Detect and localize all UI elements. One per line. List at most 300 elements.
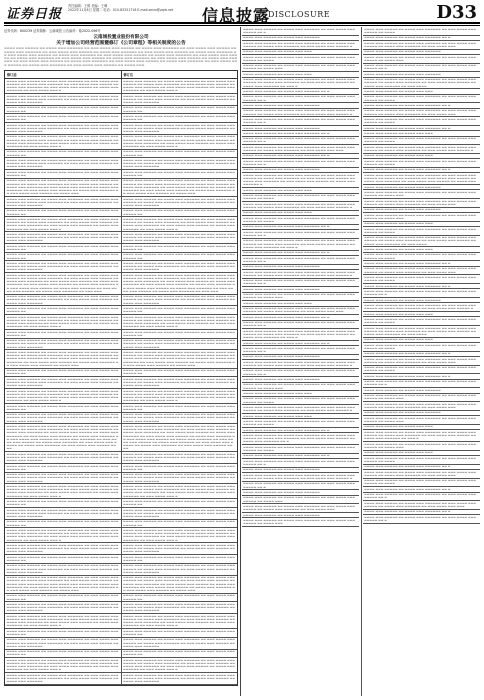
cell-before: ▬▬▬▬ ▬▬▬ ▬▬▬▬▬ ▬▬ ▬▬▬▬ ▬▬▬ ▬▬▬▬▬▬ ▬▬ ▬▬▬ ▬▬▬▬ ▬▬▬ ▬▬▬▬▬ ▬▬ ▬▬▬▬ ▬▬▬ ▬▬▬▬▬▬ ▬▬ ▬▬▬ ▬▬▬▬ ▬▬▬ ▬▬▬▬▬ ▬▬ ▬▬▬▬ ▬▬▬ ▬▬▬▬▬▬ xyxy=(6,261,119,272)
continuation-row: ▬▬▬▬ ▬▬▬ ▬▬▬▬▬ ▬▬ ▬▬▬▬ ▬▬▬ ▬▬▬▬▬▬ ▬▬ ▬▬▬ ▬▬▬▬ ▬▬▬ ▬▬▬▬▬ ▬▬ ▬ xyxy=(242,256,359,265)
continuation-row: ▬▬▬▬ ▬▬▬ ▬▬▬▬▬ ▬▬ ▬▬▬▬ ▬▬▬ ▬▬▬▬▬▬ ▬▬ ▬▬▬ ▬▬▬▬ ▬▬▬ ▬▬▬▬▬ ▬▬ ▬▬▬▬ ▬▬▬ ▬▬▬▬▬▬ ▬▬ ▬▬▬ ▬▬▬▬ ▬▬▬ ▬▬▬▬▬ ▬ xyxy=(242,360,359,369)
cell-before: ▬▬▬▬ ▬▬▬ ▬▬▬▬▬ ▬▬ ▬▬▬▬ ▬▬▬ ▬▬▬▬▬▬ ▬▬ ▬▬▬ ▬▬▬▬ ▬▬▬ ▬▬▬▬▬ ▬▬ ▬▬▬▬ ▬▬▬ ▬▬▬▬▬▬ ▬▬ ▬▬▬ ▬▬▬▬ ▬▬▬ ▬▬▬▬▬ ▬▬ ▬▬▬▬ ▬▬▬ ▬▬▬▬▬▬ ▬▬ ▬▬▬ ▬▬▬▬ ▬▬▬ ▬▬▬▬▬ ▬▬ ▬▬▬▬ ▬▬▬ ▬▬▬▬▬▬ ▬▬ ▬▬▬ ▬▬▬▬ ▬▬▬ ▬ xyxy=(6,389,119,403)
table-row xyxy=(5,673,237,685)
cell-before: ▬▬▬▬ ▬▬▬ ▬▬▬▬▬ ▬▬ ▬▬▬▬ ▬▬▬ ▬▬▬▬▬▬ ▬▬ ▬▬▬ ▬▬▬▬ ▬▬▬ ▬▬▬▬▬ ▬▬ ▬▬▬▬ ▬▬▬ ▬▬▬▬▬▬ ▬▬ ▬▬▬ ▬▬▬▬ ▬▬▬ ▬▬▬▬▬ ▬▬ ▬▬▬▬ ▬▬▬ ▬▬▬▬▬▬ ▬▬ ▬▬▬ ▬▬▬▬ ▬▬▬ ▬▬▬▬▬ ▬▬ ▬▬▬▬ ▬▬▬ ▬▬▬▬▬▬ ▬▬ ▬▬▬ ▬▬▬▬ ▬▬▬ ▬▬▬▬▬ ▬▬ ▬▬▬▬ ▬▬▬ ▬▬▬▬▬▬ ▬▬ ▬▬▬ ▬▬▬▬ ▬▬▬ ▬▬▬▬▬ ▬▬ ▬▬▬▬ ▬▬▬ xyxy=(6,575,119,592)
table-row xyxy=(5,106,237,115)
continuation-row: ▬▬▬▬ ▬▬▬ ▬▬▬▬▬ ▬▬ ▬▬▬▬ ▬▬▬ ▬▬▬▬▬▬ ▬▬ ▬▬▬ ▬▬▬▬ ▬▬▬ ▬▬▬▬▬ ▬▬ ▬▬▬▬ ▬▬▬ xyxy=(242,383,359,392)
cell-after: ▬▬▬▬ ▬▬▬ ▬▬▬▬▬ ▬▬ ▬▬▬▬ ▬▬▬ ▬▬▬▬▬▬ ▬▬ ▬▬▬ ▬▬▬▬ ▬▬▬ ▬▬▬▬▬ ▬▬ xyxy=(121,170,238,178)
continuation-row: ▬▬▬▬ ▬▬▬ ▬▬▬▬▬ ▬▬ ▬▬▬▬ ▬▬▬ ▬▬▬▬▬▬ ▬▬ ▬ xyxy=(242,315,359,320)
continuation-row: ▬▬▬▬ ▬▬▬ ▬▬▬▬▬ ▬▬ ▬▬▬▬ ▬▬▬ ▬▬▬ xyxy=(242,50,359,55)
cell-after: ▬▬▬▬ ▬▬▬ ▬▬▬▬▬ ▬▬ ▬▬▬▬ ▬▬▬ ▬▬▬▬▬▬ ▬▬ ▬▬▬ ▬▬▬▬ ▬▬▬ ▬▬▬▬▬ ▬▬ xyxy=(121,369,238,377)
continuation-row: ▬▬▬▬ ▬▬▬ ▬▬▬▬▬ ▬▬ ▬▬▬▬ ▬▬▬ ▬▬▬ xyxy=(242,414,359,419)
continuation-row: ▬▬▬▬ ▬▬▬ ▬▬▬▬▬ ▬▬ ▬▬▬▬ ▬▬▬ ▬▬▬▬▬▬ ▬▬ ▬ xyxy=(242,131,359,136)
cell-before: ▬▬▬▬ ▬▬▬ ▬▬▬▬▬ ▬▬ ▬▬▬▬ ▬▬▬ ▬▬▬▬▬▬ ▬▬ ▬▬▬ ▬▬▬▬ ▬▬▬ ▬▬▬▬▬ ▬▬ ▬▬▬▬ ▬▬▬ ▬▬▬▬▬▬ ▬▬ ▬▬▬ ▬▬▬▬ ▬▬▬ ▬▬▬▬▬ ▬▬ ▬▬▬▬ ▬▬▬ ▬▬▬▬▬▬ ▬▬ ▬▬▬ ▬▬▬▬ ▬▬▬ ▬▬▬▬▬ ▬▬ ▬▬▬▬ ▬▬▬ ▬▬▬▬▬▬ ▬▬ ▬▬▬ ▬▬▬▬ ▬▬▬ ▬ xyxy=(6,134,119,149)
cell-after: ▬▬▬▬ ▬▬▬ ▬▬▬▬▬ ▬▬ ▬▬▬▬ ▬▬▬ ▬▬▬▬▬▬ ▬▬ ▬▬▬ ▬▬▬▬ ▬▬▬ ▬▬▬▬▬ ▬▬ ▬▬▬▬ ▬▬▬ ▬▬▬▬▬▬ ▬▬ ▬▬▬ ▬▬▬▬ ▬▬▬ ▬▬▬▬▬ ▬▬ ▬▬▬▬ ▬▬▬ ▬▬▬▬▬▬ ▬▬ ▬▬▬ ▬▬▬▬ ▬▬▬ ▬▬▬▬▬ ▬▬ ▬▬▬▬ ▬▬▬ ▬▬▬▬▬▬ ▬▬ ▬▬▬ ▬▬▬▬ ▬▬▬ ▬ xyxy=(121,614,238,628)
continuation-row: ▬▬▬▬ ▬▬▬ ▬▬▬▬▬ ▬▬ ▬▬▬▬ ▬▬▬ ▬▬▬ xyxy=(363,312,480,317)
table-row xyxy=(5,179,237,197)
continuation-row: ▬▬▬▬ ▬▬▬ ▬▬▬▬▬ ▬▬ ▬▬▬▬ ▬▬▬ ▬▬▬▬▬▬ ▬▬ ▬▬▬ ▬▬▬▬ ▬▬▬ ▬▬▬▬▬ ▬▬ ▬▬▬▬ xyxy=(242,419,359,428)
table-row xyxy=(5,602,237,614)
continuation-row: ▬▬▬▬ ▬▬▬ ▬▬▬▬▬ ▬▬ ▬▬▬▬ ▬▬▬ ▬▬▬▬▬▬ ▬▬ ▬▬▬ ▬▬▬▬ ▬▬▬ ▬▬▬▬▬ ▬▬ ▬▬▬▬ ▬▬▬ xyxy=(363,55,480,64)
cell-before: ▬▬▬▬ ▬▬▬ ▬▬▬▬▬ ▬▬ ▬▬▬▬ ▬▬▬ ▬▬▬▬▬▬ ▬▬ ▬▬▬ ▬▬▬▬ ▬▬▬ ▬▬▬▬▬ ▬▬ ▬▬▬▬ ▬▬▬ ▬▬▬▬▬▬ ▬▬ ▬▬▬ ▬▬▬▬ ▬▬▬ ▬▬▬▬▬ ▬▬ ▬▬▬▬ ▬▬▬ ▬▬▬▬▬▬ ▬▬ ▬▬▬ ▬▬▬▬ ▬▬▬ ▬▬▬▬▬ ▬▬ ▬▬▬▬ ▬▬▬ ▬▬▬▬▬▬ ▬▬ ▬▬▬ ▬▬▬▬ ▬▬▬ ▬▬▬▬▬ ▬▬ ▬▬▬▬ ▬▬▬ ▬▬▬▬▬▬ ▬▬ ▬▬▬ ▬▬▬▬ ▬▬▬ ▬▬▬▬▬ ▬▬ ▬▬▬▬ ▬▬▬ ▬▬▬▬▬▬ ▬▬ ▬▬▬ ▬▬▬▬ ▬▬▬ ▬▬▬▬▬ ▬▬ ▬▬▬▬ ▬▬▬ ▬▬▬▬▬▬ ▬▬ ▬▬▬ ▬▬▬▬ ▬▬▬ ▬▬▬▬▬ ▬▬ ▬▬▬▬ ▬▬▬ ▬▬▬▬▬▬ ▬▬ ▬▬▬ ▬▬▬▬ ▬▬▬ ▬▬▬▬▬ ▬▬ ▬▬ xyxy=(6,424,119,451)
table-body xyxy=(5,79,237,685)
table-row xyxy=(5,576,237,594)
continuation-row: ▬▬▬▬ ▬▬▬ ▬▬▬▬▬ ▬▬ ▬▬▬▬ ▬▬▬ ▬▬▬▬▬▬ ▬▬ ▬▬▬ ▬▬▬▬ ▬▬▬ ▬▬▬▬▬ ▬▬ ▬ xyxy=(242,279,359,288)
cell-before: ▬▬▬▬ ▬▬▬ ▬▬▬▬▬ ▬▬ ▬▬▬▬ ▬▬▬ ▬▬▬▬▬▬ ▬▬ ▬▬▬ ▬▬▬▬ ▬▬▬ ▬▬▬▬▬ ▬▬ xyxy=(6,593,119,601)
cell-before: ▬▬▬▬ ▬▬▬ ▬▬▬▬▬ ▬▬ ▬▬▬▬ ▬▬▬ ▬▬▬▬▬▬ ▬▬ ▬▬▬ ▬▬▬▬ ▬▬▬ ▬▬▬▬▬ ▬▬ ▬▬▬▬ ▬▬▬ ▬▬▬▬▬▬ ▬▬ ▬▬▬ ▬▬▬▬ ▬▬▬ ▬▬▬▬▬ ▬▬ ▬▬▬▬ ▬▬▬ ▬▬▬▬▬▬ ▬▬ ▬▬▬ ▬▬▬▬ ▬▬▬ ▬▬▬▬▬ ▬▬ ▬▬▬▬ ▬▬▬ ▬▬▬▬▬▬ ▬▬ ▬▬▬ ▬▬▬▬ ▬▬▬ ▬ xyxy=(6,484,119,498)
cell-before: ▬▬▬▬ ▬▬▬ ▬▬▬▬▬ ▬▬ ▬▬▬▬ ▬▬▬ ▬▬▬▬▬▬ ▬▬ ▬▬▬ ▬▬▬▬ ▬▬▬ ▬▬▬▬▬ ▬▬ ▬▬▬▬ ▬▬▬ ▬▬▬▬▬▬ ▬▬ ▬▬▬ ▬▬▬▬ ▬▬▬ ▬▬▬▬▬ ▬▬ ▬▬▬▬ ▬▬▬ ▬▬▬▬▬▬ ▬▬ ▬▬▬ ▬▬▬▬ ▬▬▬ ▬▬▬▬▬ ▬▬ ▬▬▬▬ ▬▬▬ ▬▬▬▬▬▬ ▬▬ ▬▬▬ ▬▬▬▬ ▬▬▬ ▬ xyxy=(6,79,119,93)
continuation-row: ▬▬▬▬ ▬▬▬ ▬▬▬▬▬ ▬▬ ▬▬▬▬ ▬▬▬ ▬▬▬▬▬▬ ▬▬ ▬▬▬ ▬▬▬▬ ▬▬▬ ▬▬▬▬▬ ▬▬ ▬ xyxy=(242,346,359,355)
cell-after: ▬▬▬▬ ▬▬▬ ▬▬▬▬▬ ▬▬ ▬▬▬▬ ▬▬▬ ▬▬▬▬▬▬ ▬▬ ▬▬▬ ▬▬▬▬ ▬▬▬ ▬▬▬▬▬ ▬▬ ▬▬▬▬ ▬▬▬ ▬▬▬▬▬▬ ▬▬ ▬▬▬ ▬▬▬▬ ▬▬▬ ▬▬▬▬▬ ▬▬ ▬▬▬▬ ▬▬▬ ▬▬▬▬▬▬ ▬▬ ▬▬▬ ▬▬▬▬ ▬▬▬ ▬▬▬▬▬ ▬▬ ▬▬▬▬ ▬▬▬ ▬▬▬▬▬▬ ▬▬ ▬▬▬ ▬▬▬▬ ▬▬▬ ▬ xyxy=(121,135,238,149)
page-number: D33 xyxy=(436,2,477,23)
table-row xyxy=(5,413,237,425)
cell-after: ▬▬▬▬ ▬▬▬ ▬▬▬▬▬ ▬▬ ▬▬▬▬ ▬▬▬ ▬▬▬▬▬▬ ▬▬ ▬▬▬ ▬▬▬▬ ▬▬▬ ▬▬▬▬▬ ▬▬ ▬▬▬▬ ▬▬▬ ▬▬▬▬▬▬ ▬▬ ▬▬▬ ▬▬▬▬ ▬▬▬ ▬▬▬▬▬ ▬▬ ▬▬▬▬ ▬▬▬ ▬▬▬▬▬▬ xyxy=(121,452,238,463)
table-row xyxy=(5,404,237,413)
cell-after: ▬▬▬▬ ▬▬▬ ▬▬▬▬▬ ▬▬ ▬▬▬▬ ▬▬▬ ▬▬▬▬▬▬ ▬▬ ▬▬▬ ▬▬▬▬ ▬▬▬ ▬▬▬▬▬ ▬▬ xyxy=(121,404,238,412)
section-title: 信息披露 xyxy=(202,6,271,25)
cell-after: ▬▬▬▬ ▬▬▬ ▬▬▬▬▬ ▬▬ ▬▬▬▬ ▬▬▬ ▬▬▬▬▬▬ ▬▬ ▬▬▬ ▬▬▬▬ ▬▬▬ ▬▬▬▬▬ ▬▬ xyxy=(121,106,238,114)
cell-before: ▬▬▬▬ ▬▬▬ ▬▬▬▬▬ ▬▬ ▬▬▬▬ ▬▬▬ ▬▬▬▬▬▬ ▬▬ ▬▬▬ ▬▬▬▬ ▬▬▬ ▬▬▬▬▬ ▬▬ ▬▬▬▬ ▬▬▬ ▬▬▬▬▬▬ ▬▬ ▬▬▬ ▬▬▬▬ ▬▬▬ ▬▬▬▬▬ ▬▬ ▬▬▬▬ ▬▬▬ ▬▬▬▬▬▬ xyxy=(6,543,119,554)
continuation-row: ▬▬▬▬ ▬▬▬ ▬▬▬▬▬ ▬▬ ▬▬▬▬ ▬▬▬ ▬▬▬▬▬▬ ▬▬ ▬▬▬ ▬▬▬▬ ▬▬▬ ▬▬▬▬▬ ▬▬ ▬▬▬▬ ▬▬▬ ▬▬▬▬▬▬ ▬▬ ▬▬▬ ▬▬▬▬ ▬▬▬ ▬▬▬▬▬ ▬ xyxy=(242,41,359,50)
table-row xyxy=(5,424,237,452)
cell-after: ▬▬▬▬ ▬▬▬ ▬▬▬▬▬ ▬▬ ▬▬▬▬ ▬▬▬ ▬▬▬▬▬▬ ▬▬ ▬▬▬ ▬▬▬▬ ▬▬▬ ▬▬▬▬▬ ▬▬ ▬▬▬▬ ▬▬▬ ▬▬▬▬▬▬ ▬▬ ▬▬▬ ▬▬▬▬ ▬▬▬ ▬▬▬▬▬ ▬▬ ▬▬▬▬ ▬▬▬ ▬▬▬▬▬▬ ▬▬ ▬▬▬ ▬▬▬▬ ▬▬▬ ▬▬▬▬▬ ▬▬ ▬▬▬▬ ▬▬▬ ▬▬▬▬▬▬ ▬▬ ▬▬▬ ▬▬▬▬ ▬▬▬ ▬ xyxy=(121,658,238,672)
continuation-row: ▬▬▬▬ ▬▬▬ ▬▬▬▬▬ ▬▬ ▬▬▬▬ ▬▬▬ ▬▬▬▬▬▬ xyxy=(242,168,359,173)
continuation-row: ▬▬▬▬ ▬▬▬ ▬▬▬▬▬ ▬▬ ▬▬▬▬ ▬▬▬ ▬▬▬▬▬▬ ▬▬ ▬▬▬ ▬▬▬▬ ▬▬▬ ▬▬▬▬▬ ▬▬ ▬▬▬▬ ▬▬▬ ▬▬▬▬▬▬ ▬▬ ▬▬▬ ▬▬▬▬ ▬▬▬ xyxy=(242,504,359,513)
continuation-row: ▬▬▬▬ ▬▬▬ ▬▬▬▬▬ ▬▬ ▬▬▬▬ ▬▬▬ ▬▬▬▬▬▬ ▬▬ ▬▬▬ ▬▬▬▬ ▬▬▬ ▬▬▬▬▬ ▬▬ ▬▬▬▬ ▬▬▬ xyxy=(363,442,480,451)
continuation-row: ▬▬▬▬ ▬▬▬ ▬▬▬▬▬ ▬▬ ▬▬▬▬ ▬▬▬ ▬▬▬ xyxy=(363,131,480,136)
table-row xyxy=(5,123,237,135)
continuation-row: ▬▬▬▬ ▬▬▬ ▬▬▬▬▬ ▬▬ ▬▬▬▬ ▬▬▬ ▬▬▬▬▬▬ ▬▬ ▬▬▬ ▬▬▬▬ ▬▬▬ ▬▬▬▬▬ ▬▬ ▬▬▬▬ ▬▬▬ ▬▬▬▬▬▬ ▬▬ ▬▬▬ ▬▬▬▬ ▬▬▬ ▬▬▬▬▬ ▬▬ ▬▬▬▬ ▬▬▬ ▬▬▬▬▬▬ ▬▬ ▬▬▬ ▬ xyxy=(242,329,359,341)
continuation-row: ▬▬▬▬ ▬▬▬ ▬▬▬▬▬ ▬▬ ▬▬▬▬ ▬▬▬ ▬▬▬▬▬▬ xyxy=(363,72,480,77)
continuation-row: ▬▬▬▬ ▬▬▬ ▬▬▬▬▬ ▬▬ ▬▬▬▬ ▬▬▬ ▬▬▬▬▬▬ ▬▬ ▬ xyxy=(363,374,480,379)
table-row xyxy=(5,499,237,508)
table-row xyxy=(5,377,237,389)
continuation-row: ▬▬▬▬ ▬▬▬ ▬▬▬▬▬ ▬▬ ▬▬▬▬ ▬▬▬ ▬▬▬▬▬▬ ▬▬ ▬▬▬ ▬▬▬▬ ▬▬▬ ▬▬▬▬▬ ▬▬ ▬ xyxy=(242,459,359,468)
continuation-row: ▬▬▬▬ ▬▬▬ ▬▬▬▬▬ ▬▬ ▬▬▬▬ ▬▬▬ ▬▬▬▬▬▬ ▬▬ ▬▬▬ ▬▬▬▬ ▬▬▬ ▬▬▬▬▬ ▬▬ ▬▬▬▬ xyxy=(363,117,480,126)
continuation-row: ▬▬▬▬ ▬▬▬ ▬▬▬▬▬ ▬▬ ▬▬▬▬ ▬▬▬ ▬▬▬ xyxy=(363,222,480,227)
cell-before: ▬▬▬▬ ▬▬▬ ▬▬▬▬▬ ▬▬ ▬▬▬▬ ▬▬▬ ▬▬▬▬▬▬ ▬▬ ▬▬▬ ▬▬▬▬ ▬▬▬ ▬▬▬▬▬ ▬▬ ▬▬▬▬ ▬▬▬ ▬▬▬▬▬▬ ▬▬ ▬▬▬ ▬▬▬▬ ▬▬▬ ▬▬▬▬▬ ▬▬ ▬▬▬▬ ▬▬▬ ▬▬▬▬▬▬ ▬▬ ▬▬▬ ▬▬▬▬ ▬▬▬ ▬▬▬▬▬ ▬▬ ▬▬▬▬ ▬▬▬ ▬▬▬▬▬▬ ▬▬ ▬▬▬ ▬▬▬▬ ▬▬▬ ▬ xyxy=(6,217,119,231)
continuation-row: ▬▬▬▬ ▬▬▬ ▬▬▬▬▬ ▬▬ ▬▬▬▬ ▬▬▬ ▬▬▬▬▬▬ ▬▬ ▬▬▬ ▬▬▬▬ ▬▬▬ ▬▬▬▬▬ ▬▬ ▬▬▬▬ ▬▬▬ ▬▬▬▬▬▬ ▬▬ ▬▬▬ ▬▬▬▬ ▬▬▬ ▬▬▬▬▬ ▬ xyxy=(242,405,359,414)
cell-after: ▬▬▬▬ ▬▬▬ ▬▬▬▬▬ ▬▬ ▬▬▬▬ ▬▬▬ ▬▬▬▬▬▬ ▬▬ ▬▬▬ ▬▬▬▬ ▬▬▬ ▬▬▬▬▬ ▬▬ ▬▬▬▬ ▬▬▬ ▬▬▬▬▬▬ ▬▬ ▬▬▬ ▬▬▬▬ ▬▬▬ ▬▬▬▬▬ ▬▬ ▬▬▬▬ ▬▬▬ ▬▬▬▬▬▬ xyxy=(121,123,238,134)
continuation-row: ▬▬▬▬ ▬▬▬ ▬▬▬▬▬ ▬▬ ▬▬▬▬ ▬▬▬ ▬▬▬ xyxy=(242,301,359,306)
announcement-body-text: ▬▬▬▬ ▬▬▬ ▬▬▬▬▬ ▬▬ ▬▬▬▬ ▬▬▬ ▬▬▬▬▬▬ ▬▬ ▬▬▬ ▬▬▬▬ ▬▬▬ ▬▬▬▬▬ ▬▬ ▬▬▬▬ ▬▬▬ ▬▬▬▬▬▬ ▬▬ ▬▬▬ ▬▬▬▬ ▬▬▬ ▬▬▬▬▬ ▬▬ ▬▬▬▬ ▬▬▬ ▬▬▬▬▬▬ ▬▬ ▬▬▬ ▬▬▬▬ ▬▬▬ ▬▬▬▬▬ ▬▬ ▬▬▬▬ ▬▬▬ ▬▬▬▬▬▬ ▬▬ ▬▬▬ ▬▬▬▬ ▬▬▬ ▬▬▬▬▬ ▬▬ ▬▬▬▬ ▬▬▬ ▬▬▬▬▬▬ ▬▬ ▬▬▬ ▬▬▬▬ ▬▬▬ ▬▬▬▬▬ ▬▬ ▬▬▬▬ ▬▬▬ ▬▬▬▬▬▬ ▬▬ ▬▬▬ ▬▬▬▬ ▬▬▬ ▬▬▬▬▬ ▬▬ ▬▬▬▬ ▬▬▬ ▬▬▬▬▬▬ ▬▬ ▬▬▬ ▬▬▬▬ ▬▬▬ ▬▬▬▬▬ ▬▬ ▬▬▬▬ ▬▬▬ ▬▬▬▬▬▬ ▬▬ ▬▬▬ ▬▬▬▬ ▬▬▬ ▬▬▬▬▬ ▬▬ ▬▬▬▬ ▬▬▬ ▬▬▬▬▬▬ ▬▬ ▬▬▬ ▬▬▬▬ ▬▬▬ ▬▬▬▬▬ ▬▬ ▬▬▬▬ ▬▬▬ ▬▬▬▬▬▬ ▬▬ ▬▬▬ ▬▬▬▬ ▬▬▬ ▬▬▬▬▬ ▬▬ ▬▬▬▬ ▬▬▬ ▬▬▬▬▬▬ ▬▬ ▬▬▬ ▬▬▬▬ ▬▬▬ ▬▬▬▬▬ ▬▬ ▬▬▬▬ ▬▬▬ ▬▬▬▬▬▬ ▬▬ ▬▬▬ ▬▬▬▬ ▬▬▬ ▬▬▬▬▬ ▬▬ ▬▬▬▬ ▬▬▬ ▬▬▬▬▬▬ ▬▬ ▬▬▬ ▬▬▬▬ ▬▬▬ ▬▬▬▬▬ ▬▬ ▬▬▬▬ ▬▬▬ xyxy=(4,47,238,67)
cell-before: ▬▬▬▬ ▬▬▬ ▬▬▬▬▬ ▬▬ ▬▬▬▬ ▬▬▬ ▬▬▬▬▬▬ ▬▬ ▬▬▬ ▬▬▬▬ ▬▬▬ ▬▬▬▬▬ ▬▬ ▬▬▬▬ ▬▬▬ ▬▬▬▬▬▬ ▬▬ ▬▬▬ ▬▬▬▬ ▬▬▬ ▬▬▬▬▬ ▬▬ ▬▬▬▬ ▬▬▬ ▬▬▬▬▬▬ xyxy=(6,472,119,483)
continuation-row: ▬▬▬▬ ▬▬▬ ▬▬▬▬▬ ▬▬ ▬▬▬▬ ▬▬▬ ▬▬▬ xyxy=(363,425,480,430)
continuation-row: ▬▬▬▬ ▬▬▬ ▬▬▬▬▬ ▬▬ ▬▬▬▬ ▬▬▬ ▬▬▬▬▬▬ ▬▬ ▬▬▬ ▬▬▬▬ ▬▬▬ ▬▬▬▬▬ ▬▬ ▬▬▬▬ xyxy=(242,445,359,454)
cell-after: ▬▬▬▬ ▬▬▬ ▬▬▬▬▬ ▬▬ ▬▬▬▬ ▬▬▬ ▬▬▬▬▬▬ ▬▬ ▬▬▬ ▬▬▬▬ ▬▬▬ ▬▬▬▬▬ ▬▬ ▬▬▬▬ ▬▬▬ ▬▬▬▬▬▬ ▬▬ ▬▬▬ ▬▬▬▬ ▬▬▬ ▬▬▬▬▬ ▬▬ ▬▬▬▬ ▬▬▬ ▬▬▬▬▬▬ ▬▬ ▬▬▬ ▬▬▬▬ ▬▬▬ ▬▬▬▬▬ ▬▬ ▬▬▬▬ ▬▬▬ ▬▬▬▬▬▬ ▬▬ ▬▬▬ ▬▬▬▬ ▬▬▬ ▬ xyxy=(121,315,238,329)
continuation-row: ▬▬▬▬ ▬▬▬ ▬▬▬▬▬ ▬▬ ▬▬▬▬ ▬▬▬ ▬▬▬▬▬▬ ▬▬ ▬▬▬ ▬▬▬▬ ▬▬▬ ▬▬▬▬▬ ▬▬ ▬▬▬▬ ▬▬▬ ▬▬▬▬▬▬ ▬▬ ▬▬▬ ▬▬▬▬ ▬▬▬ xyxy=(363,357,480,366)
continuation-row: ▬▬▬▬ ▬▬▬ ▬▬▬▬▬ ▬▬ ▬▬▬▬ ▬▬▬ ▬▬▬▬▬▬ ▬▬ ▬▬▬ ▬▬▬▬ ▬▬▬ ▬▬▬▬▬ ▬▬ ▬ xyxy=(242,369,359,378)
cell-after: ▬▬▬▬ ▬▬▬ ▬▬▬▬▬ ▬▬ ▬▬▬▬ ▬▬▬ ▬▬▬▬▬▬ ▬▬ ▬▬▬ ▬▬▬▬ ▬▬▬ ▬▬▬▬▬ ▬▬ xyxy=(121,330,238,338)
continuation-row: ▬▬▬▬ ▬▬▬ ▬▬▬▬▬ ▬▬ ▬▬▬▬ ▬▬▬ ▬▬▬ xyxy=(363,451,480,456)
cell-before: ▬▬▬▬ ▬▬▬ ▬▬▬▬▬ ▬▬ ▬▬▬▬ ▬▬▬ ▬▬▬▬▬▬ ▬▬ ▬▬▬ ▬▬▬▬ ▬▬▬ ▬▬▬▬▬ ▬▬ ▬▬▬▬ ▬▬▬ ▬▬▬▬▬▬ ▬▬ ▬▬▬ ▬▬▬▬ ▬▬▬ ▬▬▬▬▬ ▬▬ ▬▬▬▬ ▬▬▬ ▬▬▬▬▬▬ ▬▬ ▬▬▬ ▬▬▬▬ ▬▬▬ ▬▬▬▬▬ ▬▬ ▬▬▬▬ ▬▬▬ ▬▬▬▬▬▬ ▬▬ ▬▬▬ ▬▬▬▬ ▬▬▬ ▬ xyxy=(6,614,119,628)
table-row xyxy=(5,543,237,555)
announcement-title: 关于增加公司经营范围暨修订《公司章程》等相关制度的公告 xyxy=(56,40,186,46)
cell-before: ▬▬▬▬ ▬▬▬ ▬▬▬▬▬ ▬▬ ▬▬▬▬ ▬▬▬ ▬▬▬▬▬▬ ▬▬ ▬▬▬ ▬▬▬▬ ▬▬▬ ▬▬▬▬▬ ▬▬ ▬▬▬▬ ▬▬▬ ▬▬▬▬▬▬ ▬▬ ▬▬▬ ▬▬▬▬ ▬▬▬ ▬▬▬▬▬ ▬▬ ▬▬▬▬ ▬▬▬ ▬▬▬▬▬▬ ▬▬ ▬▬▬ ▬▬▬▬ ▬▬▬ ▬▬▬▬▬ ▬▬ ▬▬▬▬ ▬▬▬ ▬▬▬▬▬▬ ▬▬ ▬▬▬ ▬▬▬▬ ▬▬▬ ▬▬▬▬▬ ▬▬ ▬▬▬▬ ▬▬▬ ▬▬▬▬▬▬ ▬▬ ▬▬▬ ▬▬▬▬ ▬▬▬ ▬▬▬▬▬ ▬▬ ▬▬▬▬ ▬▬▬ xyxy=(6,350,119,367)
cell-before: ▬▬▬▬ ▬▬▬ ▬▬▬▬▬ ▬▬ ▬▬▬▬ ▬▬▬ ▬▬▬▬▬▬ ▬▬ ▬▬▬ ▬▬▬▬ ▬▬▬ ▬▬▬▬▬ ▬▬ ▬▬▬▬ ▬▬▬ ▬▬▬▬▬▬ ▬▬ ▬▬▬ ▬▬▬▬ ▬▬▬ ▬▬▬▬▬ ▬▬ ▬▬▬▬ ▬▬▬ ▬▬▬▬▬▬ xyxy=(6,412,119,423)
continuation-row: ▬▬▬▬ ▬▬▬ ▬▬▬▬▬ ▬▬ ▬▬▬▬ ▬▬▬ ▬▬▬▬▬▬ xyxy=(242,265,359,270)
cell-before: ▬▬▬▬ ▬▬▬ ▬▬▬▬▬ ▬▬ ▬▬▬▬ ▬▬▬ ▬▬▬▬▬▬ ▬▬ ▬▬▬ ▬▬▬▬ ▬▬▬ ▬▬▬▬▬ ▬▬ ▬▬▬▬ ▬▬▬ ▬▬▬▬▬▬ ▬▬ ▬▬▬ ▬▬▬▬ ▬▬▬ ▬▬▬▬▬ ▬▬ ▬▬▬▬ ▬▬▬ ▬▬▬▬▬▬ xyxy=(6,452,119,463)
table-row xyxy=(5,638,237,650)
cell-before: ▬▬▬▬ ▬▬▬ ▬▬▬▬▬ ▬▬ ▬▬▬▬ ▬▬▬ ▬▬▬▬▬▬ ▬▬ ▬▬▬ ▬▬▬▬ ▬▬▬ ▬▬▬▬▬ ▬▬ xyxy=(6,330,119,337)
continuation-row: ▬▬▬▬ ▬▬▬ ▬▬▬▬▬ ▬▬ ▬▬▬▬ ▬▬▬ ▬▬▬▬▬▬ ▬▬ ▬▬▬ ▬▬▬▬ ▬▬▬ ▬▬▬▬▬ ▬▬ ▬▬▬▬ xyxy=(242,216,359,225)
cell-after: ▬▬▬▬ ▬▬▬ ▬▬▬▬▬ ▬▬ ▬▬▬▬ ▬▬▬ ▬▬▬▬▬▬ ▬▬ ▬▬▬ ▬▬▬▬ ▬▬▬ ▬▬▬▬▬ ▬▬ xyxy=(121,150,238,158)
table-row xyxy=(5,528,237,543)
continuation-row: ▬▬▬▬ ▬▬▬ ▬▬▬▬▬ ▬▬ ▬▬▬▬ ▬▬▬ ▬▬▬▬▬▬ ▬▬ ▬▬▬ ▬▬▬▬ ▬▬▬ ▬▬▬▬▬ ▬▬ ▬▬▬▬ ▬▬▬ ▬▬▬▬▬▬ ▬▬ ▬▬▬ ▬▬▬▬ ▬▬▬ ▬▬▬▬▬ ▬▬ ▬▬▬▬ ▬▬▬ ▬▬▬▬▬▬ ▬▬ ▬▬▬ ▬▬▬▬ ▬▬▬ ▬▬▬▬▬ ▬▬ ▬▬▬▬ ▬▬▬ xyxy=(363,173,480,185)
table-row xyxy=(5,339,237,351)
cell-before: ▬▬▬▬ ▬▬▬ ▬▬▬▬▬ ▬▬ ▬▬▬▬ ▬▬▬ ▬▬▬▬▬▬ ▬▬ ▬▬▬ ▬▬▬▬ ▬▬▬ ▬▬▬▬▬ ▬▬ xyxy=(6,499,119,507)
cell-before: ▬▬▬▬ ▬▬▬ ▬▬▬▬▬ ▬▬ ▬▬▬▬ ▬▬▬ ▬▬▬▬▬▬ ▬▬ ▬▬▬ ▬▬▬▬ ▬▬▬ ▬▬▬▬▬ ▬▬ ▬▬▬▬ ▬▬▬ ▬▬▬▬▬▬ ▬▬ ▬▬▬ ▬▬▬▬ ▬▬▬ ▬▬▬▬▬ ▬▬ ▬▬▬▬ ▬▬▬ ▬▬▬▬▬▬ xyxy=(6,563,119,574)
continuation-row: ▬▬▬▬ ▬▬▬ ▬▬▬▬▬ ▬▬ ▬▬▬▬ ▬▬▬ ▬▬▬▬▬▬ ▬▬ ▬▬▬ ▬▬▬▬ ▬▬▬ ▬▬▬▬▬ ▬▬ ▬▬▬▬ ▬▬▬ xyxy=(242,496,359,505)
continuation-row: ▬▬▬▬ ▬▬▬ ▬▬▬▬▬ ▬▬ ▬▬▬▬ ▬▬▬ ▬▬▬ xyxy=(242,188,359,193)
header-rule xyxy=(4,22,480,24)
continuation-row: ▬▬▬▬ ▬▬▬ ▬▬▬▬▬ ▬▬ ▬▬▬▬ ▬▬▬ ▬▬▬▬▬▬ ▬▬ ▬▬▬ ▬▬▬▬ ▬▬▬ ▬▬▬▬▬ ▬▬ ▬ xyxy=(363,289,480,298)
continuation-row: ▬▬▬▬ ▬▬▬ ▬▬▬▬▬ ▬▬ ▬▬▬▬ ▬▬▬ ▬▬▬▬▬▬ xyxy=(363,185,480,190)
cell-after: ▬▬▬▬ ▬▬▬ ▬▬▬▬▬ ▬▬ ▬▬▬▬ ▬▬▬ ▬▬▬▬▬▬ ▬▬ ▬▬▬ ▬▬▬▬ ▬▬▬ ▬▬▬▬▬ ▬▬ xyxy=(121,244,238,252)
table-row xyxy=(5,217,237,232)
table-row xyxy=(5,564,237,576)
cell-before: ▬▬▬▬ ▬▬▬ ▬▬▬▬▬ ▬▬ ▬▬▬▬ ▬▬▬ ▬▬▬▬▬▬ ▬▬ ▬▬▬ ▬▬▬▬ ▬▬▬ ▬▬▬▬▬ ▬▬ xyxy=(6,555,119,562)
continuation-row: ▬▬▬▬ ▬▬▬ ▬▬▬▬▬ ▬▬ ▬▬▬▬ ▬▬▬ ▬▬▬▬▬▬ ▬▬ ▬ xyxy=(363,126,480,131)
table-row xyxy=(5,315,237,330)
continuation-row: ▬▬▬▬ ▬▬▬ ▬▬▬▬▬ ▬▬ ▬▬▬▬ ▬▬▬ ▬▬▬▬▬▬ ▬▬ ▬▬▬ ▬▬▬▬ ▬▬▬ ▬▬▬▬▬ ▬▬ ▬▬▬▬ ▬▬▬ ▬▬▬▬▬▬ ▬▬ ▬▬▬ ▬▬▬▬ ▬▬▬ xyxy=(363,470,480,479)
section-subtitle: DISCLOSURE xyxy=(268,10,331,19)
continuation-row: ▬▬▬▬ ▬▬▬ ▬▬▬▬▬ ▬▬ ▬▬▬▬ ▬▬▬ ▬▬▬▬▬▬ ▬▬ ▬▬▬ ▬▬▬▬ ▬▬▬ ▬▬▬▬▬ ▬▬ ▬▬▬▬ xyxy=(242,55,359,64)
continuation-row: ▬▬▬▬ ▬▬▬ ▬▬▬▬▬ ▬▬ ▬▬▬▬ ▬▬▬ ▬▬▬▬▬▬ xyxy=(242,287,359,292)
table-row xyxy=(5,158,237,170)
continuation-row: ▬▬▬▬ ▬▬▬ ▬▬▬▬▬ ▬▬ ▬▬▬▬ ▬▬▬ ▬▬▬▬▬▬ ▬▬ ▬▬▬ ▬▬▬▬ ▬▬▬ ▬▬▬▬▬ ▬▬ ▬ xyxy=(363,493,480,502)
cell-before: ▬▬▬▬ ▬▬▬ ▬▬▬▬▬ ▬▬ ▬▬▬▬ ▬▬▬ ▬▬▬▬▬▬ ▬▬ ▬▬▬ ▬▬▬▬ ▬▬▬ ▬▬▬▬▬ ▬▬ xyxy=(6,368,119,376)
date-contact-line: 2022年11月8日 星期二 电话：010-83251716 E-mail:zmzx@zqrb.net xyxy=(68,8,174,13)
continuation-row: ▬▬▬▬ ▬▬▬ ▬▬▬▬▬ ▬▬ ▬▬▬▬ ▬▬▬ ▬▬▬▬▬▬ ▬▬ ▬▬▬ ▬▬▬▬ ▬▬▬ ▬▬▬▬▬ ▬▬ ▬▬▬▬ ▬▬▬ ▬▬▬▬▬▬ ▬▬ ▬▬▬ ▬▬▬▬ ▬▬▬ ▬▬▬▬▬ ▬▬ ▬▬▬▬ ▬▬▬ ▬▬▬▬▬▬ ▬▬ ▬▬▬ ▬▬▬▬ xyxy=(363,326,480,338)
security-codes: 证券代码：600239 证券简称：云南城投 公告编号：临2022-096号 xyxy=(4,29,101,33)
continuation-row: ▬▬▬▬ ▬▬▬ ▬▬▬▬▬ ▬▬ ▬▬▬▬ ▬▬▬ ▬▬▬▬▬▬ ▬▬ ▬▬▬ ▬▬▬▬ ▬▬▬ ▬▬▬▬▬ ▬▬ ▬▬▬▬ ▬▬▬ xyxy=(242,64,359,73)
table-row xyxy=(5,555,237,564)
continuation-row: ▬▬▬▬ ▬▬▬ ▬▬▬▬▬ ▬▬ ▬▬▬▬ ▬▬▬ ▬▬▬▬▬▬ ▬▬ ▬▬▬ ▬▬▬▬ ▬▬▬ ▬▬▬▬▬ ▬▬ ▬▬▬▬ xyxy=(363,275,480,284)
continuation-row: ▬▬▬▬ ▬▬▬ ▬▬▬▬▬ ▬▬ ▬▬▬▬ ▬▬▬ ▬▬▬▬▬▬ ▬▬ ▬ xyxy=(363,352,480,357)
cell-after: ▬▬▬▬ ▬▬▬ ▬▬▬▬▬ ▬▬ ▬▬▬▬ ▬▬▬ ▬▬▬▬▬▬ ▬▬ ▬▬▬ ▬▬▬▬ ▬▬▬ ▬▬▬▬▬ ▬▬ xyxy=(121,594,238,602)
continuation-row: ▬▬▬▬ ▬▬▬ ▬▬▬▬▬ ▬▬ ▬▬▬▬ ▬▬▬ ▬▬▬▬▬▬ ▬▬ ▬ xyxy=(242,341,359,346)
cell-before: ▬▬▬▬ ▬▬▬ ▬▬▬▬▬ ▬▬ ▬▬▬▬ ▬▬▬ ▬▬▬▬▬▬ ▬▬ ▬▬▬ ▬▬▬▬ ▬▬▬ ▬▬▬▬▬ ▬▬ xyxy=(6,105,119,113)
continuation-column-left xyxy=(242,27,359,696)
cell-after: ▬▬▬▬ ▬▬▬ ▬▬▬▬▬ ▬▬ ▬▬▬▬ ▬▬▬ ▬▬▬▬▬▬ ▬▬ ▬▬▬ ▬▬▬▬ ▬▬▬ ▬▬▬▬▬ ▬▬ ▬▬▬▬ ▬▬▬ ▬▬▬▬▬▬ ▬▬ ▬▬▬ ▬▬▬▬ ▬▬▬ ▬▬▬▬▬ ▬▬ ▬▬▬▬ ▬▬▬ ▬▬▬▬▬▬ xyxy=(121,94,238,105)
cell-before: ▬▬▬▬ ▬▬▬ ▬▬▬▬▬ ▬▬ ▬▬▬▬ ▬▬▬ ▬▬▬▬▬▬ ▬▬ ▬▬▬ ▬▬▬▬ ▬▬▬ ▬▬▬▬▬ ▬▬ xyxy=(6,649,119,657)
continuation-row: ▬▬▬▬ ▬▬▬ ▬▬▬▬▬ ▬▬ ▬▬▬▬ ▬▬▬ ▬▬▬▬▬▬ ▬▬ ▬▬▬ ▬▬▬▬ ▬▬▬ ▬▬▬▬▬ ▬▬ ▬▬▬▬ ▬▬▬ ▬▬▬▬▬▬ ▬▬ ▬▬▬ ▬▬▬▬ ▬▬▬ ▬▬▬▬▬ ▬ xyxy=(242,473,359,482)
continuation-row: ▬▬▬▬ ▬▬▬ ▬▬▬▬▬ ▬▬ ▬▬▬▬ ▬▬▬ ▬▬▬▬▬▬ ▬▬ ▬ xyxy=(363,487,480,492)
continuation-row: ▬▬▬▬ ▬▬▬ ▬▬▬▬▬ ▬▬ ▬▬▬▬ ▬▬▬ ▬▬▬▬▬▬ ▬▬ ▬▬▬ ▬▬▬▬ ▬▬▬ ▬▬▬▬▬ ▬▬ ▬▬▬▬ xyxy=(363,456,480,465)
continuation-row: ▬▬▬▬ ▬▬▬ ▬▬▬▬▬ ▬▬ ▬▬▬▬ ▬▬▬ ▬▬▬▬▬▬ ▬▬ ▬▬▬ ▬▬▬▬ ▬▬▬ ▬▬▬▬▬ ▬▬ ▬▬▬▬ ▬▬▬ xyxy=(363,213,480,222)
table-row xyxy=(5,650,237,659)
continuation-row: ▬▬▬▬ ▬▬▬ ▬▬▬▬▬ ▬▬ ▬▬▬▬ ▬▬▬ ▬▬▬▬▬▬ ▬▬ ▬▬▬ ▬▬▬▬ ▬▬▬ ▬▬▬▬▬ ▬▬ ▬▬▬▬ ▬▬▬ ▬▬▬▬▬▬ ▬▬ ▬▬▬ ▬▬▬▬ ▬▬▬ ▬▬▬▬▬ ▬▬ ▬▬▬▬ ▬▬▬ ▬▬▬▬▬▬ ▬▬ ▬▬▬ ▬ xyxy=(242,78,359,90)
cell-after: ▬▬▬▬ ▬▬▬ ▬▬▬▬▬ ▬▬ ▬▬▬▬ ▬▬▬ ▬▬▬▬▬▬ ▬▬ ▬▬▬ ▬▬▬▬ ▬▬▬ ▬▬▬▬▬ ▬▬ ▬▬▬▬ ▬▬▬ ▬▬▬▬▬▬ ▬▬ ▬▬▬ ▬▬▬▬ ▬▬▬ ▬▬▬▬▬ ▬▬ ▬▬▬▬ ▬▬▬ ▬▬▬▬▬▬ ▬▬ ▬▬▬ ▬▬▬▬ ▬▬▬ ▬▬▬▬▬ ▬▬ ▬▬▬▬ ▬▬▬ ▬▬▬▬▬▬ ▬▬ ▬▬▬ ▬▬▬▬ ▬▬▬ ▬▬▬▬▬ ▬▬ ▬▬▬▬ ▬▬▬ ▬▬▬▬▬▬ ▬▬ ▬▬▬ ▬▬▬▬ ▬▬▬ ▬▬▬▬▬ ▬▬ ▬▬▬▬ ▬▬▬ ▬▬▬▬▬▬ ▬▬ ▬▬▬ ▬▬▬▬ ▬▬▬ ▬▬▬▬▬ ▬▬ ▬▬▬▬ ▬▬▬ ▬▬▬▬▬▬ ▬▬ ▬▬▬ ▬▬▬ xyxy=(121,273,238,293)
table-row xyxy=(5,658,237,673)
continuation-row: ▬▬▬▬ ▬▬▬ ▬▬▬▬▬ ▬▬ ▬▬▬▬ ▬▬▬ ▬▬▬▬▬▬ xyxy=(242,490,359,495)
continuation-column-right xyxy=(363,27,480,696)
cell-before: ▬▬▬▬ ▬▬▬ ▬▬▬▬▬ ▬▬ ▬▬▬▬ ▬▬▬ ▬▬▬▬▬▬ ▬▬ ▬▬▬ ▬▬▬▬ ▬▬▬ ▬▬▬▬▬ ▬▬ ▬▬▬▬ ▬▬▬ ▬▬▬▬▬▬ ▬▬ ▬▬▬ ▬▬▬▬ ▬▬▬ ▬▬▬▬▬ ▬▬ ▬▬▬▬ ▬▬▬ ▬▬▬▬▬▬ ▬▬ ▬▬▬ ▬▬▬▬ ▬▬▬ ▬▬▬▬▬ ▬▬ ▬▬▬▬ ▬▬▬ ▬▬▬▬▬▬ ▬▬ ▬▬▬ ▬▬▬▬ ▬▬▬ ▬ xyxy=(6,658,119,672)
continuation-row: ▬▬▬▬ ▬▬▬ ▬▬▬▬▬ ▬▬ ▬▬▬▬ ▬▬▬ ▬▬▬▬▬▬ ▬▬ ▬▬▬ ▬▬▬▬ ▬▬▬ ▬▬▬▬▬ ▬▬ ▬▬▬▬ xyxy=(363,227,480,236)
continuation-row: ▬▬▬▬ ▬▬▬ ▬▬▬▬▬ ▬▬ ▬▬▬▬ ▬▬▬ ▬▬▬▬▬▬ ▬▬ ▬▬▬ ▬▬▬▬ ▬▬▬ ▬▬▬▬▬ ▬▬ ▬ xyxy=(242,230,359,239)
header-thin-rule xyxy=(4,25,480,26)
cell-after: ▬▬▬▬ ▬▬▬ ▬▬▬▬▬ ▬▬ ▬▬▬▬ ▬▬▬ ▬▬▬▬▬▬ ▬▬ ▬▬▬ ▬▬▬▬ ▬▬▬ ▬▬▬▬▬ ▬▬ ▬▬▬▬ ▬▬▬ ▬▬▬▬▬▬ ▬▬ ▬▬▬ ▬▬▬▬ ▬▬▬ ▬▬▬▬▬ ▬▬ ▬▬▬▬ ▬▬▬ ▬▬▬▬▬▬ xyxy=(121,543,238,554)
continuation-row: ▬▬▬▬ ▬▬▬ ▬▬▬▬▬ ▬▬ ▬▬▬▬ ▬▬▬ ▬▬▬▬▬▬ ▬▬ ▬ xyxy=(242,154,359,159)
cell-after: ▬▬▬▬ ▬▬▬ ▬▬▬▬▬ ▬▬ ▬▬▬▬ ▬▬▬ ▬▬▬▬▬▬ ▬▬ ▬▬▬ ▬▬▬▬ ▬▬▬ ▬▬▬▬▬ ▬▬ ▬▬▬▬ ▬▬▬ ▬▬▬▬▬▬ ▬▬ ▬▬▬ ▬▬▬▬ ▬▬▬ ▬▬▬▬▬ ▬▬ ▬▬▬▬ ▬▬▬ ▬▬▬▬▬▬ xyxy=(121,197,238,208)
continuation-row: ▬▬▬▬ ▬▬▬ ▬▬▬▬▬ ▬▬ ▬▬▬▬ ▬▬▬ ▬▬▬▬▬▬ xyxy=(242,355,359,360)
table-row xyxy=(5,330,237,339)
continuation-row: ▬▬▬▬ ▬▬▬ ▬▬▬▬▬ ▬▬ ▬▬▬▬ ▬▬▬ ▬▬▬▬▬▬ ▬▬ ▬▬▬ ▬▬▬▬ ▬▬▬ ▬▬▬▬▬ ▬▬ ▬ xyxy=(242,321,359,330)
cell-after: ▬▬▬▬ ▬▬▬ ▬▬▬▬▬ ▬▬ ▬▬▬▬ ▬▬▬ ▬▬▬▬▬▬ ▬▬ ▬▬▬ ▬▬▬▬ ▬▬▬ ▬▬▬▬▬ ▬▬ ▬▬▬▬ ▬▬▬ ▬▬▬▬▬▬ ▬▬ ▬▬▬ ▬▬▬▬ ▬▬▬ ▬▬▬▬▬ ▬▬ ▬▬▬▬ ▬▬▬ ▬▬▬▬▬▬ ▬▬ ▬▬▬ ▬▬▬▬ ▬▬▬ ▬▬▬▬▬ ▬▬ ▬▬▬▬ ▬▬▬ ▬▬▬▬▬▬ ▬▬ ▬▬▬ ▬▬▬▬ ▬▬▬ ▬▬▬▬▬ ▬▬ ▬▬▬▬ ▬▬▬ ▬▬▬▬▬▬ ▬▬ ▬▬▬ ▬▬▬▬ ▬▬▬ ▬▬▬▬▬ ▬▬ ▬▬▬▬ ▬▬▬ xyxy=(121,576,238,593)
continuation-row: ▬▬▬▬ ▬▬▬ ▬▬▬▬▬ ▬▬ ▬▬▬▬ ▬▬▬ ▬▬▬▬▬▬ ▬▬ ▬▬▬ ▬▬▬▬ ▬▬▬ ▬▬▬▬▬ ▬▬ ▬▬▬▬ ▬▬▬ ▬▬▬▬▬▬ ▬▬ ▬▬▬ ▬▬▬▬ ▬▬▬ xyxy=(363,199,480,208)
cell-before: ▬▬▬▬ ▬▬▬ ▬▬▬▬▬ ▬▬ ▬▬▬▬ ▬▬▬ ▬▬▬▬▬▬ ▬▬ ▬▬▬ ▬▬▬▬ ▬▬▬ ▬▬▬▬▬ ▬▬ ▬▬▬▬ ▬▬▬ ▬▬▬▬▬▬ ▬▬ ▬▬▬ ▬▬▬▬ ▬▬▬ ▬▬▬▬▬ ▬▬ ▬▬▬▬ ▬▬▬ ▬▬▬▬▬▬ ▬▬ ▬▬▬ ▬▬▬▬ ▬▬▬ ▬▬▬▬▬ ▬▬ ▬▬▬▬ ▬▬▬ ▬▬▬▬▬▬ ▬▬ ▬▬▬ ▬▬▬▬ ▬▬▬ ▬ xyxy=(6,315,119,329)
cell-after: ▬▬▬▬ ▬▬▬ ▬▬▬▬▬ ▬▬ ▬▬▬▬ ▬▬▬ ▬▬▬▬▬▬ ▬▬ ▬▬▬ ▬▬▬▬ ▬▬▬ ▬▬▬▬▬ ▬▬ ▬▬▬▬ ▬▬▬ ▬▬▬▬▬▬ ▬▬ ▬▬▬ ▬▬▬▬ ▬▬▬ ▬▬▬▬▬ ▬▬ ▬▬▬▬ ▬▬▬ ▬▬▬▬▬▬ ▬▬ ▬▬▬ ▬▬▬▬ ▬▬▬ ▬▬▬▬▬ ▬▬ ▬▬▬▬ ▬▬▬ ▬▬▬▬▬▬ ▬▬ ▬▬▬ ▬▬▬▬ ▬▬▬ ▬ xyxy=(121,79,238,93)
table-row xyxy=(5,520,237,529)
cell-after: ▬▬▬▬ ▬▬▬ ▬▬▬▬▬ ▬▬ ▬▬▬▬ ▬▬▬ ▬▬▬▬▬▬ ▬▬ ▬▬▬ ▬▬▬▬ ▬▬▬ ▬▬▬▬▬ ▬▬ ▬▬▬▬ ▬▬▬ ▬▬▬▬▬▬ ▬▬ ▬▬▬ ▬▬▬▬ ▬▬▬ ▬▬▬▬▬ ▬▬ ▬▬▬▬ ▬▬▬ ▬▬▬▬▬▬ ▬▬ ▬▬▬ ▬▬▬▬ ▬▬▬ ▬▬▬▬▬ ▬▬ ▬▬▬▬ ▬▬▬ ▬▬▬▬▬▬ ▬▬ ▬▬▬ ▬▬▬▬ ▬▬▬ ▬▬▬▬▬ ▬▬ ▬▬▬▬ ▬▬▬ ▬▬▬▬▬▬ ▬▬ ▬▬▬ ▬▬▬▬ ▬▬▬ ▬▬▬▬▬ ▬▬ ▬▬▬▬ ▬▬▬ xyxy=(121,350,238,367)
cell-after: ▬▬▬▬ ▬▬▬ ▬▬▬▬▬ ▬▬ ▬▬▬▬ ▬▬▬ ▬▬▬▬▬▬ ▬▬ ▬▬▬ ▬▬▬▬ ▬▬▬ ▬▬▬▬▬ ▬▬ ▬▬▬▬ ▬▬▬ ▬▬▬▬▬▬ ▬▬ ▬▬▬ ▬▬▬▬ ▬▬▬ ▬▬▬▬▬ ▬▬ ▬▬▬▬ ▬▬▬ ▬▬▬▬▬▬ ▬▬ ▬▬▬ ▬▬▬▬ ▬▬▬ ▬▬▬▬▬ ▬▬ ▬▬▬▬ ▬▬▬ ▬▬▬▬▬▬ ▬▬ ▬▬▬ ▬▬▬▬ ▬▬▬ ▬ xyxy=(121,528,238,542)
cell-before: ▬▬▬▬ ▬▬▬ ▬▬▬▬▬ ▬▬ ▬▬▬▬ ▬▬▬ ▬▬▬▬▬▬ ▬▬ ▬▬▬ ▬▬▬▬ ▬▬▬ ▬▬▬▬▬ ▬▬ xyxy=(6,114,119,122)
continuation-row: ▬▬▬▬ ▬▬▬ ▬▬▬▬▬ ▬▬ ▬▬▬▬ ▬▬▬ ▬▬▬▬▬▬ ▬▬ ▬▬▬ ▬▬▬▬ ▬▬▬ ▬▬▬▬▬ ▬▬ ▬ xyxy=(242,137,359,146)
continuation-row: ▬▬▬▬ ▬▬▬ ▬▬▬▬▬ ▬▬ ▬▬▬▬ ▬▬▬ ▬▬▬▬▬▬ ▬▬ ▬ xyxy=(242,454,359,459)
cell-before: ▬▬▬▬ ▬▬▬ ▬▬▬▬▬ ▬▬ ▬▬▬▬ ▬▬▬ ▬▬▬▬▬▬ ▬▬ ▬▬▬ ▬▬▬▬ ▬▬▬ ▬▬▬▬▬ ▬▬ ▬▬▬▬ ▬▬▬ ▬▬▬▬▬▬ ▬▬ ▬▬▬ ▬▬▬▬ ▬▬▬ ▬▬▬▬▬ ▬▬ ▬▬▬▬ ▬▬▬ ▬▬▬▬▬▬ xyxy=(6,673,119,684)
continuation-row: ▬▬▬▬ ▬▬▬ ▬▬▬▬▬ ▬▬ ▬▬▬▬ ▬▬▬ ▬▬▬ xyxy=(242,72,359,77)
continuation-row: ▬▬▬▬ ▬▬▬ ▬▬▬▬▬ ▬▬ ▬▬▬▬ ▬▬▬ ▬▬▬▬▬▬ ▬▬ ▬▬▬ ▬▬▬▬ ▬▬▬ ▬▬▬▬▬ ▬▬ ▬▬▬▬ xyxy=(363,366,480,375)
cell-before: ▬▬▬▬ ▬▬▬ ▬▬▬▬▬ ▬▬ ▬▬▬▬ ▬▬▬ ▬▬▬▬▬▬ ▬▬ ▬▬▬ ▬▬▬▬ ▬▬▬ ▬▬▬▬▬ ▬▬ ▬▬▬▬ ▬▬▬ ▬▬▬▬▬▬ ▬▬ ▬▬▬ ▬▬▬▬ ▬▬▬ ▬▬▬▬▬ ▬▬ ▬▬▬▬ ▬▬▬ ▬▬▬▬▬▬ xyxy=(6,94,119,105)
continuation-row: ▬▬▬▬ ▬▬▬ ▬▬▬▬▬ ▬▬ ▬▬▬▬ ▬▬▬ ▬▬▬▬▬▬ ▬▬ ▬▬▬ ▬▬▬▬ ▬▬▬ ▬▬▬▬▬ ▬▬ ▬▬▬▬ ▬▬▬ ▬▬▬▬▬▬ ▬▬ ▬▬▬ ▬▬▬▬ ▬▬▬ ▬▬▬▬▬ ▬▬ ▬▬▬▬ ▬▬▬ ▬▬▬▬▬▬ ▬▬ ▬▬▬ ▬▬▬▬ xyxy=(363,236,480,248)
table-row xyxy=(5,306,237,315)
continuation-row: ▬▬▬▬ ▬▬▬ ▬▬▬▬▬ ▬▬ ▬▬▬▬ ▬▬▬ ▬▬▬▬▬▬ ▬▬ ▬▬▬ ▬▬▬▬ ▬▬▬ ▬▬▬▬▬ ▬▬ ▬▬▬▬ ▬▬▬ ▬▬▬▬▬▬ ▬▬ ▬▬▬ ▬▬▬▬ ▬▬▬ ▬▬▬▬▬ ▬▬ ▬▬▬▬ ▬▬▬ ▬▬▬▬▬▬ ▬▬ ▬▬▬ ▬ xyxy=(242,239,359,251)
column-header-after: 修订后 xyxy=(121,71,238,78)
cell-after: ▬▬▬▬ ▬▬▬ ▬▬▬▬▬ ▬▬ ▬▬▬▬ ▬▬▬ ▬▬▬▬▬▬ ▬▬ ▬▬▬ ▬▬▬▬ ▬▬▬ ▬▬▬▬▬ ▬▬ xyxy=(121,253,238,261)
continuation-row: ▬▬▬▬ ▬▬▬ ▬▬▬▬▬ ▬▬ ▬▬▬▬ ▬▬▬ ▬▬▬▬▬▬ ▬▬ ▬ xyxy=(363,465,480,470)
continuation-row: ▬▬▬▬ ▬▬▬ ▬▬▬▬▬ ▬▬ ▬▬▬▬ ▬▬▬ ▬▬▬▬▬▬ ▬▬ ▬▬▬ ▬▬▬▬ ▬▬▬ ▬▬▬▬▬ ▬▬ ▬ xyxy=(242,117,359,126)
cell-after: ▬▬▬▬ ▬▬▬ ▬▬▬▬▬ ▬▬ ▬▬▬▬ ▬▬▬ ▬▬▬▬▬▬ ▬▬ ▬▬▬ ▬▬▬▬ ▬▬▬ ▬▬▬▬▬ ▬▬ ▬▬▬▬ ▬▬▬ ▬▬▬▬▬▬ ▬▬ ▬▬▬ ▬▬▬▬ ▬▬▬ ▬▬▬▬▬ ▬▬ ▬▬▬▬ ▬▬▬ ▬▬▬▬▬▬ ▬▬ ▬▬▬ ▬▬▬▬ ▬▬▬ ▬▬▬▬▬ ▬▬ ▬▬▬▬ ▬▬▬ ▬▬▬▬▬▬ ▬▬ ▬▬▬ ▬▬▬▬ ▬▬▬ ▬ xyxy=(121,484,238,498)
continuation-row: ▬▬▬▬ ▬▬▬ ▬▬▬▬▬ ▬▬ ▬▬▬▬ ▬▬▬ ▬▬▬▬▬▬ ▬▬ ▬▬▬ ▬▬▬▬ ▬▬▬ ▬▬▬▬▬ ▬▬ ▬▬▬▬ ▬▬▬ ▬▬▬▬▬▬ ▬▬ ▬▬▬ ▬▬▬▬ ▬▬▬ xyxy=(363,267,480,276)
cell-before: ▬▬▬▬ ▬▬▬ ▬▬▬▬▬ ▬▬ ▬▬▬▬ ▬▬▬ ▬▬▬▬▬▬ ▬▬ ▬▬▬ ▬▬▬▬ ▬▬▬ ▬▬▬▬▬ ▬▬ ▬▬▬▬ ▬▬▬ ▬▬▬▬▬▬ ▬▬ ▬▬▬ ▬▬▬▬ ▬▬▬ ▬▬▬▬▬ ▬▬ ▬▬▬▬ ▬▬▬ ▬▬▬▬▬▬ xyxy=(6,602,119,613)
table-row xyxy=(5,484,237,499)
cell-before: ▬▬▬▬ ▬▬▬ ▬▬▬▬▬ ▬▬ ▬▬▬▬ ▬▬▬ ▬▬▬▬▬▬ ▬▬ ▬▬▬ ▬▬▬▬ ▬▬▬ ▬▬▬▬▬ ▬▬ ▬▬▬▬ ▬▬▬ ▬▬▬▬▬▬ ▬▬ ▬▬▬ ▬▬▬▬ ▬▬▬ ▬▬▬▬▬ ▬▬ ▬▬▬▬ ▬▬▬ ▬▬▬▬▬▬ ▬▬ ▬▬▬ ▬▬▬▬ ▬▬▬ ▬▬▬▬▬ ▬▬ ▬▬▬▬ ▬▬▬ ▬▬▬▬▬▬ ▬▬ ▬▬▬ ▬▬▬▬ ▬▬▬ ▬▬▬▬▬ ▬▬ ▬▬▬▬ ▬▬▬ ▬▬▬▬▬▬ ▬▬ ▬▬▬ ▬▬▬▬ ▬▬▬ ▬▬▬▬▬ ▬▬ ▬▬▬▬ ▬▬▬ xyxy=(6,178,119,196)
continuation-row: ▬▬▬▬ ▬▬▬ ▬▬▬▬▬ ▬▬ ▬▬▬▬ ▬▬▬ ▬▬▬▬▬▬ xyxy=(242,468,359,473)
continuation-row: ▬▬▬▬ ▬▬▬ ▬▬▬▬▬ ▬▬ ▬▬▬▬ ▬▬▬ ▬▬▬▬▬▬ ▬▬ ▬▬▬ ▬▬▬▬ ▬▬▬ ▬▬▬▬▬ ▬▬ ▬▬▬▬ ▬▬▬ ▬▬▬▬▬▬ ▬▬ ▬▬▬ ▬▬▬▬ ▬▬▬ ▬▬▬▬▬ ▬▬ ▬▬▬▬ ▬▬▬ ▬▬▬▬▬▬ ▬▬ ▬ xyxy=(242,433,359,445)
cell-after: ▬▬▬▬ ▬▬▬ ▬▬▬▬▬ ▬▬ ▬▬▬▬ ▬▬▬ ▬▬▬▬▬▬ ▬▬ ▬▬▬ ▬▬▬▬ ▬▬▬ ▬▬▬▬▬ ▬▬ ▬▬▬▬ ▬▬▬ ▬▬▬▬▬▬ ▬▬ ▬▬▬ ▬▬▬▬ ▬▬▬ ▬▬▬▬▬ ▬▬ ▬▬▬▬ ▬▬▬ ▬▬▬▬▬▬ xyxy=(121,295,238,306)
continuation-row: ▬▬▬▬ ▬▬▬ ▬▬▬▬▬ ▬▬ ▬▬▬▬ ▬▬▬ ▬▬▬▬▬▬ xyxy=(242,513,359,518)
continuation-row: ▬▬▬▬ ▬▬▬ ▬▬▬▬▬ ▬▬ ▬▬▬▬ ▬▬▬ ▬▬▬▬▬▬ ▬▬ ▬▬▬ ▬▬▬▬ ▬▬▬ ▬▬▬▬▬ ▬▬ ▬▬▬▬ ▬▬▬ ▬▬▬▬▬▬ ▬▬ ▬▬▬ ▬▬▬▬ ▬▬▬ ▬▬▬▬▬ ▬▬ ▬▬▬▬ ▬▬▬ ▬▬▬▬▬▬ ▬▬ ▬▬▬ ▬▬▬▬ xyxy=(363,78,480,90)
continuation-row: ▬▬▬▬ ▬▬▬ ▬▬▬▬▬ ▬▬ ▬▬▬▬ ▬▬▬ ▬▬▬▬▬▬ ▬▬ ▬▬▬ ▬▬▬▬ ▬▬▬ ▬▬▬▬▬ ▬▬ ▬ xyxy=(242,27,359,36)
continuation-row: ▬▬▬▬ ▬▬▬ ▬▬▬▬▬ ▬▬ ▬▬▬▬ ▬▬▬ ▬▬▬▬▬▬ ▬▬ ▬ xyxy=(363,168,480,173)
continuation-row: ▬▬▬▬ ▬▬▬ ▬▬▬▬▬ ▬▬ ▬▬▬▬ ▬▬▬ ▬▬▬▬▬▬ ▬▬ ▬▬▬ ▬▬▬▬ ▬▬▬ ▬▬▬▬▬ ▬▬ ▬▬▬▬ ▬▬▬ ▬▬▬▬▬▬ ▬▬ ▬▬▬ ▬▬▬▬ ▬▬▬ xyxy=(363,402,480,411)
cell-after: ▬▬▬▬ ▬▬▬ ▬▬▬▬▬ ▬▬ ▬▬▬▬ ▬▬▬ ▬▬▬▬▬▬ ▬▬ ▬▬▬ ▬▬▬▬ ▬▬▬ ▬▬▬▬▬ ▬▬ ▬▬▬▬ ▬▬▬ ▬▬▬▬▬▬ ▬▬ ▬▬▬ ▬▬▬▬ ▬▬▬ ▬▬▬▬▬ ▬▬ ▬▬▬▬ ▬▬▬ ▬▬▬▬▬▬ xyxy=(121,377,238,388)
table-row xyxy=(5,473,237,485)
cell-after: ▬▬▬▬ ▬▬▬ ▬▬▬▬▬ ▬▬ ▬▬▬▬ ▬▬▬ ▬▬▬▬▬▬ ▬▬ ▬▬▬ ▬▬▬▬ ▬▬▬ ▬▬▬▬▬ ▬▬ ▬▬▬▬ ▬▬▬ ▬▬▬▬▬▬ ▬▬ ▬▬▬ ▬▬▬▬ ▬▬▬ ▬▬▬▬▬ ▬▬ ▬▬▬▬ ▬▬▬ ▬▬▬▬▬▬ ▬▬ ▬▬▬ ▬▬▬▬ ▬▬▬ ▬▬▬▬▬ ▬▬ ▬▬▬▬ ▬▬▬ ▬▬▬▬▬▬ ▬▬ ▬▬▬ ▬▬▬▬ ▬▬▬ ▬ xyxy=(121,217,238,231)
cell-after: ▬▬▬▬ ▬▬▬ ▬▬▬▬▬ ▬▬ ▬▬▬▬ ▬▬▬ ▬▬▬▬▬▬ ▬▬ ▬▬▬ ▬▬▬▬ ▬▬▬ ▬▬▬▬▬ ▬▬ ▬▬▬▬ ▬▬▬ ▬▬▬▬▬▬ ▬▬ ▬▬▬ ▬▬▬▬ ▬▬▬ ▬▬▬▬▬ ▬▬ ▬▬▬▬ ▬▬▬ ▬▬▬▬▬▬ ▬▬ ▬▬▬ ▬▬▬▬ ▬▬▬ ▬▬▬▬▬ ▬▬ ▬▬▬▬ ▬▬▬ ▬▬▬▬▬▬ ▬▬ ▬▬▬ ▬▬▬▬ ▬▬▬ ▬▬▬▬▬ ▬▬ ▬▬▬▬ ▬▬▬ ▬▬▬▬▬▬ ▬▬ ▬▬▬ ▬▬▬▬ ▬▬▬ ▬▬▬▬▬ ▬▬ ▬▬▬▬ ▬▬▬ ▬▬▬▬▬▬ ▬▬ ▬▬▬ ▬▬▬▬ ▬▬▬ ▬▬▬▬▬ ▬▬ ▬▬▬▬ ▬▬▬ ▬▬▬▬▬▬ ▬▬ ▬▬▬ ▬▬▬▬ ▬▬▬ ▬▬▬▬▬ ▬▬ ▬▬▬▬ ▬▬▬ ▬▬▬▬▬▬ ▬▬ ▬▬▬ ▬▬▬▬ ▬▬▬ ▬▬▬▬▬ ▬▬ ▬▬ xyxy=(121,424,238,451)
table-row xyxy=(5,79,237,94)
cell-after: ▬▬▬▬ ▬▬▬ ▬▬▬▬▬ ▬▬ ▬▬▬▬ ▬▬▬ ▬▬▬▬▬▬ ▬▬ ▬▬▬ ▬▬▬▬ ▬▬▬ ▬▬▬▬▬ ▬▬ ▬▬▬▬ ▬▬▬ ▬▬▬▬▬▬ ▬▬ ▬▬▬ ▬▬▬▬ ▬▬▬ ▬▬▬▬▬ ▬▬ ▬▬▬▬ ▬▬▬ ▬▬▬▬▬▬ xyxy=(121,339,238,350)
cell-before: ▬▬▬▬ ▬▬▬ ▬▬▬▬▬ ▬▬ ▬▬▬▬ ▬▬▬ ▬▬▬▬▬▬ ▬▬ ▬▬▬ ▬▬▬▬ ▬▬▬ ▬▬▬▬▬ ▬▬ ▬▬▬▬ ▬▬▬ ▬▬▬▬▬▬ ▬▬ ▬▬▬ ▬▬▬▬ ▬▬▬ ▬▬▬▬▬ ▬▬ ▬▬▬▬ ▬▬▬ ▬▬▬▬▬▬ xyxy=(6,377,119,388)
table-row xyxy=(5,629,237,638)
cell-before: ▬▬▬▬ ▬▬▬ ▬▬▬▬▬ ▬▬ ▬▬▬▬ ▬▬▬ ▬▬▬▬▬▬ ▬▬ ▬▬▬ ▬▬▬▬ ▬▬▬ ▬▬▬▬▬ ▬▬ xyxy=(6,404,119,411)
continuation-row: ▬▬▬▬ ▬▬▬ ▬▬▬▬▬ ▬▬ ▬▬▬▬ ▬▬▬ ▬▬▬▬▬▬ ▬▬ ▬▬▬ ▬▬▬▬ ▬▬▬ ▬▬▬▬▬ ▬▬ ▬▬▬▬ ▬▬▬ xyxy=(363,190,480,199)
continuation-row: ▬▬▬▬ ▬▬▬ ▬▬▬▬▬ ▬▬ ▬▬▬▬ ▬▬▬ ▬▬▬▬▬▬ ▬▬ ▬▬▬ ▬▬▬▬ ▬▬▬ ▬▬▬▬▬ ▬▬ ▬▬▬▬ ▬▬▬ ▬▬▬▬▬▬ ▬▬ ▬▬▬ ▬▬▬▬ ▬▬▬ ▬▬▬ xyxy=(363,501,480,510)
cell-after: ▬▬▬▬ ▬▬▬ ▬▬▬▬▬ ▬▬ ▬▬▬▬ ▬▬▬ ▬▬▬▬▬▬ ▬▬ ▬▬▬ ▬▬▬▬ ▬▬▬ ▬▬▬▬▬ ▬▬ ▬▬▬▬ ▬▬▬ ▬▬▬▬▬▬ ▬▬ ▬▬▬ ▬▬▬▬ ▬▬▬ ▬▬▬▬▬ ▬▬ ▬▬▬▬ ▬▬▬ ▬▬▬▬▬▬ xyxy=(121,413,238,424)
table-row xyxy=(5,452,237,464)
continuation-row: ▬▬▬▬ ▬▬▬ ▬▬▬▬▬ ▬▬ ▬▬▬▬ ▬▬▬ ▬▬▬▬▬▬ xyxy=(242,126,359,131)
cell-after: ▬▬▬▬ ▬▬▬ ▬▬▬▬▬ ▬▬ ▬▬▬▬ ▬▬▬ ▬▬▬▬▬▬ ▬▬ ▬▬▬ ▬▬▬▬ ▬▬▬ ▬▬▬▬▬ ▬▬ ▬▬▬▬ ▬▬▬ ▬▬▬▬▬▬ ▬▬ ▬▬▬ ▬▬▬▬ ▬▬▬ ▬▬▬▬▬ ▬▬ ▬▬▬▬ ▬▬▬ ▬▬▬▬▬▬ ▬▬ ▬▬▬ ▬▬▬▬ ▬▬▬ ▬▬▬▬▬ ▬▬ ▬▬▬▬ ▬▬▬ ▬▬▬▬▬▬ ▬▬ ▬▬▬ ▬▬▬▬ ▬▬▬ ▬▬▬▬▬ ▬▬ ▬▬▬▬ ▬▬▬ ▬▬▬▬▬▬ ▬▬ ▬▬▬ ▬▬▬▬ ▬▬▬ ▬▬▬▬▬ ▬▬ ▬▬▬▬ ▬▬▬ xyxy=(121,179,238,196)
continuation-row: ▬▬▬▬ ▬▬▬ ▬▬▬▬▬ ▬▬ ▬▬▬▬ ▬▬▬ ▬▬▬▬▬▬ ▬▬ ▬ xyxy=(242,428,359,433)
continuation-row: ▬▬▬▬ ▬▬▬ ▬▬▬▬▬ ▬▬ ▬▬▬▬ ▬▬▬ ▬▬▬▬▬▬ ▬▬ ▬▬▬ ▬▬▬▬ ▬▬▬ ▬▬▬▬▬ ▬▬ ▬▬▬▬ xyxy=(363,317,480,326)
continuation-row: ▬▬▬▬ ▬▬▬ ▬▬▬▬▬ ▬▬ ▬▬▬▬ ▬▬▬ ▬▬▬▬▬▬ xyxy=(363,388,480,393)
table-row xyxy=(5,253,237,262)
cell-after: ▬▬▬▬ ▬▬▬ ▬▬▬▬▬ ▬▬ ▬▬▬▬ ▬▬▬ ▬▬▬▬▬▬ ▬▬ ▬▬▬ ▬▬▬▬ ▬▬▬ ▬▬▬▬▬ ▬▬ xyxy=(121,306,238,314)
table-row xyxy=(5,232,237,244)
table-row xyxy=(5,389,237,404)
continuation-row: ▬▬▬▬ ▬▬▬ ▬▬▬▬▬ ▬▬ ▬▬▬▬ ▬▬▬ ▬▬▬▬▬▬ ▬▬ ▬▬▬ ▬▬▬▬ ▬▬▬ ▬▬▬▬▬ ▬▬ ▬▬▬▬ ▬▬▬ xyxy=(363,394,480,403)
table-row xyxy=(5,464,237,473)
continuation-row: ▬▬▬▬ ▬▬▬ ▬▬▬▬▬ ▬▬ ▬▬▬▬ ▬▬▬ ▬▬▬▬▬▬ ▬▬ ▬ xyxy=(363,284,480,289)
table-row xyxy=(5,614,237,629)
continuation-row: ▬▬▬▬ ▬▬▬ ▬▬▬▬▬ ▬▬ ▬▬▬▬ ▬▬▬ ▬▬▬▬▬▬ ▬▬ ▬ xyxy=(363,36,480,41)
continuation-row: ▬▬▬▬ ▬▬▬ ▬▬▬▬▬ ▬▬ ▬▬▬▬ ▬▬▬ ▬▬▬▬▬▬ ▬▬ ▬▬▬ ▬▬▬▬ ▬▬▬ ▬▬▬▬▬ ▬▬ ▬▬▬▬ xyxy=(363,159,480,168)
table-row xyxy=(5,114,237,123)
cell-after: ▬▬▬▬ ▬▬▬ ▬▬▬▬▬ ▬▬ ▬▬▬▬ ▬▬▬ ▬▬▬▬▬▬ ▬▬ ▬▬▬ ▬▬▬▬ ▬▬▬ ▬▬▬▬▬ ▬▬ ▬▬▬▬ ▬▬▬ ▬▬▬▬▬▬ ▬▬ ▬▬▬ ▬▬▬▬ ▬▬▬ ▬▬▬▬▬ ▬▬ ▬▬▬▬ ▬▬▬ ▬▬▬▬▬▬ xyxy=(121,473,238,484)
cell-before: ▬▬▬▬ ▬▬▬ ▬▬▬▬▬ ▬▬ ▬▬▬▬ ▬▬▬ ▬▬▬▬▬▬ ▬▬ ▬▬▬ ▬▬▬▬ ▬▬▬ ▬▬▬▬▬ ▬▬ ▬▬▬▬ ▬▬▬ ▬▬▬▬▬▬ ▬▬ ▬▬▬ ▬▬▬▬ ▬▬▬ ▬▬▬▬▬ ▬▬ ▬▬▬▬ ▬▬▬ ▬▬▬▬▬▬ xyxy=(6,232,119,243)
amendment-table xyxy=(4,70,238,686)
continuation-row: ▬▬▬▬ ▬▬▬ ▬▬▬▬▬ ▬▬ ▬▬▬▬ ▬▬▬ ▬▬▬▬▬▬ ▬▬ ▬▬▬ ▬▬▬▬ ▬▬▬ ▬▬▬▬▬ ▬▬ ▬▬▬▬ ▬▬▬ ▬▬▬▬▬▬ ▬▬ ▬▬▬ ▬▬▬▬ ▬▬▬ ▬▬▬▬▬ ▬▬ ▬▬▬▬ ▬▬▬ ▬▬▬▬▬▬ ▬▬ ▬▬▬ ▬ xyxy=(363,430,480,442)
table-row xyxy=(5,244,237,253)
continuation-column-divider xyxy=(361,27,362,696)
continuation-row: ▬▬▬▬ ▬▬▬ ▬▬▬▬▬ ▬▬ ▬▬▬▬ ▬▬▬ ▬▬▬ xyxy=(242,391,359,396)
continuation-row: ▬▬▬▬ ▬▬▬ ▬▬▬▬▬ ▬▬ ▬▬▬▬ ▬▬▬ ▬▬▬▬▬▬ ▬▬ ▬ xyxy=(242,225,359,230)
table-header xyxy=(5,71,237,79)
continuation-row: ▬▬▬▬ ▬▬▬ ▬▬▬▬▬ ▬▬ ▬▬▬▬ ▬▬▬ ▬▬▬▬▬▬ ▬▬ ▬▬▬ ▬▬▬▬ ▬▬▬ ▬▬▬▬▬ ▬▬ ▬▬▬▬ ▬▬▬ ▬▬▬▬▬▬ ▬▬ ▬▬▬ ▬▬▬▬ ▬▬▬ ▬▬▬▬▬ ▬ xyxy=(363,303,480,312)
cell-after: ▬▬▬▬ ▬▬▬ ▬▬▬▬▬ ▬▬ ▬▬▬▬ ▬▬▬ ▬▬▬▬▬▬ ▬▬ ▬▬▬ ▬▬▬▬ ▬▬▬ ▬▬▬▬▬ ▬▬ ▬▬▬▬ ▬▬▬ ▬▬▬▬▬▬ ▬▬ ▬▬▬ ▬▬▬▬ ▬▬▬ ▬▬▬▬▬ ▬▬ ▬▬▬▬ ▬▬▬ ▬▬▬▬▬▬ xyxy=(121,673,238,684)
announcement-block xyxy=(4,27,238,696)
continuation-row: ▬▬▬▬ ▬▬▬ ▬▬▬▬▬ ▬▬ ▬▬▬▬ ▬▬▬ ▬▬▬▬▬▬ ▬▬ ▬▬▬ ▬▬▬▬ ▬▬▬ ▬▬▬▬▬ ▬▬ ▬▬▬▬ xyxy=(363,95,480,104)
continuation-row: ▬▬▬▬ ▬▬▬ ▬▬▬▬▬ ▬▬ ▬▬▬▬ ▬▬▬ ▬▬▬▬▬▬ ▬▬ ▬▬▬ ▬▬▬▬ ▬▬▬ ▬▬▬▬▬ ▬▬ ▬▬▬▬ xyxy=(363,137,480,146)
continuation-row: ▬▬▬▬ ▬▬▬ ▬▬▬▬▬ ▬▬ ▬▬▬▬ ▬▬▬ ▬▬▬▬▬▬ xyxy=(363,411,480,416)
table-row xyxy=(5,94,237,106)
continuation-row: ▬▬▬▬ ▬▬▬ ▬▬▬▬▬ ▬▬ ▬▬▬▬ ▬▬▬ ▬▬▬▬▬▬ ▬▬ ▬▬▬ ▬▬▬▬ ▬▬▬ ▬▬▬▬▬ ▬▬ ▬▬▬▬ xyxy=(363,343,480,352)
continuation-row: ▬▬▬▬ ▬▬▬ ▬▬▬▬▬ ▬▬ ▬▬▬▬ ▬▬▬ ▬▬▬ xyxy=(242,211,359,216)
cell-before: ▬▬▬▬ ▬▬▬ ▬▬▬▬▬ ▬▬ ▬▬▬▬ ▬▬▬ ▬▬▬▬▬▬ ▬▬ ▬▬▬ ▬▬▬▬ ▬▬▬ ▬▬▬▬▬ ▬▬ ▬▬▬▬ ▬▬▬ ▬▬▬▬▬▬ ▬▬ ▬▬▬ ▬▬▬▬ ▬▬▬ ▬▬▬▬▬ ▬▬ ▬▬▬▬ ▬▬▬ ▬▬▬▬▬▬ xyxy=(6,197,119,208)
cell-after: ▬▬▬▬ ▬▬▬ ▬▬▬▬▬ ▬▬ ▬▬▬▬ ▬▬▬ ▬▬▬▬▬▬ ▬▬ ▬▬▬ ▬▬▬▬ ▬▬▬ ▬▬▬▬▬ ▬▬ xyxy=(121,114,238,122)
continuation-row: ▬▬▬▬ ▬▬▬ ▬▬▬▬▬ ▬▬ ▬▬▬▬ ▬▬▬ ▬▬▬▬▬▬ xyxy=(363,208,480,213)
continuation-row: ▬▬▬▬ ▬▬▬ ▬▬▬▬▬ ▬▬ ▬▬▬▬ ▬▬▬ ▬▬▬▬▬▬ ▬▬ ▬ xyxy=(363,510,480,515)
cell-before: ▬▬▬▬ ▬▬▬ ▬▬▬▬▬ ▬▬ ▬▬▬▬ ▬▬▬ ▬▬▬▬▬▬ ▬▬ ▬▬▬ ▬▬▬▬ ▬▬▬ ▬▬▬▬▬ ▬▬ xyxy=(6,464,119,471)
continuation-row: ▬▬▬▬ ▬▬▬ ▬▬▬▬▬ ▬▬ ▬▬▬▬ ▬▬▬ ▬▬▬▬▬▬ xyxy=(242,377,359,382)
continuation-row: ▬▬▬▬ ▬▬▬ ▬▬▬▬▬ ▬▬ ▬▬▬▬ ▬▬▬ ▬▬▬▬▬▬ ▬▬ ▬▬▬ ▬▬▬▬ ▬▬▬ ▬▬▬▬▬ ▬▬ ▬▬▬▬ ▬▬▬ xyxy=(242,518,359,527)
continuation-row: ▬▬▬▬ ▬▬▬ ▬▬▬▬▬ ▬▬ ▬▬▬▬ ▬▬▬ ▬▬▬▬▬▬ ▬▬ ▬▬▬ ▬▬▬▬ ▬▬▬ ▬▬▬▬▬ ▬▬ ▬▬▬▬ xyxy=(363,27,480,36)
continuation-row: ▬▬▬▬ ▬▬▬ ▬▬▬▬▬ ▬▬ ▬▬▬▬ ▬▬▬ ▬▬▬▬▬▬ ▬▬ ▬▬▬ ▬▬▬▬ ▬▬▬ ▬▬▬▬▬ ▬▬ ▬▬▬▬ ▬▬▬ xyxy=(242,293,359,302)
continuation-block xyxy=(242,27,480,696)
cell-before: ▬▬▬▬ ▬▬▬ ▬▬▬▬▬ ▬▬ ▬▬▬▬ ▬▬▬ ▬▬▬▬▬▬ ▬▬ ▬▬▬ ▬▬▬▬ ▬▬▬ ▬▬▬▬▬ ▬▬ xyxy=(6,629,119,636)
continuation-row: ▬▬▬▬ ▬▬▬ ▬▬▬▬▬ ▬▬ ▬▬▬▬ ▬▬▬ ▬▬▬▬▬▬ ▬▬ ▬▬▬ ▬▬▬▬ ▬▬▬ ▬▬▬▬▬ ▬▬ ▬ xyxy=(242,95,359,104)
cell-before: ▬▬▬▬ ▬▬▬ ▬▬▬▬▬ ▬▬ ▬▬▬▬ ▬▬▬ ▬▬▬▬▬▬ ▬▬ ▬▬▬ ▬▬▬▬ ▬▬▬ ▬▬▬▬▬ ▬▬ ▬▬▬▬ ▬▬▬ ▬▬▬▬▬▬ ▬▬ ▬▬▬ ▬▬▬▬ ▬▬▬ ▬▬▬▬▬ ▬▬ ▬▬▬▬ ▬▬▬ ▬▬▬▬▬▬ ▬▬ ▬▬▬ ▬▬▬▬ ▬▬▬ ▬▬▬▬▬ ▬▬ ▬▬▬▬ ▬▬▬ ▬▬▬▬▬▬ ▬▬ ▬▬▬ ▬▬▬▬ ▬▬▬ ▬▬▬▬▬ ▬▬ ▬▬▬▬ ▬▬▬ ▬▬▬▬▬▬ ▬▬ ▬▬▬ ▬▬▬▬ ▬▬▬ ▬▬▬▬▬ ▬▬ ▬▬▬▬ ▬▬▬ ▬▬▬▬▬▬ ▬▬ ▬▬▬ ▬▬▬▬ ▬▬▬ ▬▬▬▬▬ ▬▬ ▬▬▬▬ ▬▬▬ ▬▬▬▬▬▬ ▬▬ ▬▬▬ ▬▬▬ xyxy=(6,273,119,293)
cell-before: ▬▬▬▬ ▬▬▬ ▬▬▬▬▬ ▬▬ ▬▬▬▬ ▬▬▬ ▬▬▬▬▬▬ ▬▬ ▬▬▬ ▬▬▬▬ ▬▬▬ ▬▬▬▬▬ ▬▬ ▬▬▬▬ ▬▬▬ ▬▬▬▬▬▬ ▬▬ ▬▬▬ ▬▬▬▬ ▬▬▬ ▬▬▬▬▬ ▬▬ ▬▬▬▬ ▬▬▬ ▬▬▬▬▬▬ xyxy=(6,338,119,349)
cell-before: ▬▬▬▬ ▬▬▬ ▬▬▬▬▬ ▬▬ ▬▬▬▬ ▬▬▬ ▬▬▬▬▬▬ ▬▬ ▬▬▬ ▬▬▬▬ ▬▬▬ ▬▬▬▬▬ ▬▬ xyxy=(6,208,119,216)
continuation-row: ▬▬▬▬ ▬▬▬ ▬▬▬▬▬ ▬▬ ▬▬▬▬ ▬▬▬ ▬▬▬▬▬▬ xyxy=(363,50,480,55)
continuation-row: ▬▬▬▬ ▬▬▬ ▬▬▬▬▬ ▬▬ ▬▬▬▬ ▬▬▬ ▬▬▬▬▬▬ ▬▬ ▬▬▬ ▬▬▬▬ ▬▬▬ ▬▬▬▬▬ ▬▬ ▬ xyxy=(363,515,480,524)
table-row xyxy=(5,350,237,368)
continuation-row: ▬▬▬▬ ▬▬▬ ▬▬▬▬▬ ▬▬ ▬▬▬▬ ▬▬▬ ▬▬▬ xyxy=(363,338,480,343)
cell-after: ▬▬▬▬ ▬▬▬ ▬▬▬▬▬ ▬▬ ▬▬▬▬ ▬▬▬ ▬▬▬▬▬▬ ▬▬ ▬▬▬ ▬▬▬▬ ▬▬▬ ▬▬▬▬▬ ▬▬ ▬▬▬▬ ▬▬▬ ▬▬▬▬▬▬ ▬▬ ▬▬▬ ▬▬▬▬ ▬▬▬ ▬▬▬▬▬ ▬▬ ▬▬▬▬ ▬▬▬ ▬▬▬▬▬▬ ▬▬ ▬▬▬ ▬▬▬▬ ▬▬▬ ▬▬▬▬▬ ▬▬ ▬▬▬▬ ▬▬▬ ▬▬▬▬▬▬ ▬▬ ▬▬▬ ▬▬▬▬ ▬▬▬ ▬ xyxy=(121,389,238,403)
table-row xyxy=(5,594,237,603)
continuation-row: ▬▬▬▬ ▬▬▬ ▬▬▬▬▬ ▬▬ ▬▬▬▬ ▬▬▬ ▬▬▬ xyxy=(363,154,480,159)
continuation-row: ▬▬▬▬ ▬▬▬ ▬▬▬▬▬ ▬▬ ▬▬▬▬ ▬▬▬ ▬▬▬ xyxy=(363,89,480,94)
cell-after: ▬▬▬▬ ▬▬▬ ▬▬▬▬▬ ▬▬ ▬▬▬▬ ▬▬▬ ▬▬▬▬▬▬ ▬▬ ▬▬▬ ▬▬▬▬ ▬▬▬ ▬▬▬▬▬ ▬▬ ▬▬▬▬ ▬▬▬ ▬▬▬▬▬▬ ▬▬ ▬▬▬ ▬▬▬▬ ▬▬▬ ▬▬▬▬▬ ▬▬ ▬▬▬▬ ▬▬▬ ▬▬▬▬▬▬ xyxy=(121,508,238,519)
cell-after: ▬▬▬▬ ▬▬▬ ▬▬▬▬▬ ▬▬ ▬▬▬▬ ▬▬▬ ▬▬▬▬▬▬ ▬▬ ▬▬▬ ▬▬▬▬ ▬▬▬ ▬▬▬▬▬ ▬▬ xyxy=(121,555,238,563)
continuation-row: ▬▬▬▬ ▬▬▬ ▬▬▬▬▬ ▬▬ ▬▬▬▬ ▬▬▬ ▬▬▬▬▬▬ ▬▬ ▬▬▬ ▬▬▬▬ ▬▬▬ ▬▬▬▬▬ ▬▬ ▬ xyxy=(242,482,359,491)
continuation-row: ▬▬▬▬ ▬▬▬ ▬▬▬▬▬ ▬▬ ▬▬▬▬ ▬▬▬ ▬▬▬▬▬▬ ▬▬ ▬▬▬ ▬▬▬▬ ▬▬▬ ▬▬▬▬▬ ▬▬ ▬▬▬▬ xyxy=(363,253,480,262)
continuation-row: ▬▬▬▬ ▬▬▬ ▬▬▬▬▬ ▬▬ ▬▬▬▬ ▬▬▬ ▬▬▬▬▬▬ ▬▬ ▬▬▬ ▬▬▬▬ ▬▬▬ ▬▬▬▬▬ ▬▬ ▬▬▬▬ ▬▬▬ xyxy=(363,416,480,425)
cell-after: ▬▬▬▬ ▬▬▬ ▬▬▬▬▬ ▬▬ ▬▬▬▬ ▬▬▬ ▬▬▬▬▬▬ ▬▬ ▬▬▬ ▬▬▬▬ ▬▬▬ ▬▬▬▬▬ ▬▬ xyxy=(121,629,238,637)
column-header-before: 修订前 xyxy=(7,73,17,78)
cell-after: ▬▬▬▬ ▬▬▬ ▬▬▬▬▬ ▬▬ ▬▬▬▬ ▬▬▬ ▬▬▬▬▬▬ ▬▬ ▬▬▬ ▬▬▬▬ ▬▬▬ ▬▬▬▬▬ ▬▬ ▬▬▬▬ ▬▬▬ ▬▬▬▬▬▬ ▬▬ ▬▬▬ ▬▬▬▬ ▬▬▬ ▬▬▬▬▬ ▬▬ ▬▬▬▬ ▬▬▬ ▬▬▬▬▬▬ xyxy=(121,602,238,613)
cell-after: ▬▬▬▬ ▬▬▬ ▬▬▬▬▬ ▬▬ ▬▬▬▬ ▬▬▬ ▬▬▬▬▬▬ ▬▬ ▬▬▬ ▬▬▬▬ ▬▬▬ ▬▬▬▬▬ ▬▬ ▬▬▬▬ ▬▬▬ ▬▬▬▬▬▬ ▬▬ ▬▬▬ ▬▬▬▬ ▬▬▬ ▬▬▬▬▬ ▬▬ ▬▬▬▬ ▬▬▬ ▬▬▬▬▬▬ xyxy=(121,158,238,169)
cell-before: ▬▬▬▬ ▬▬▬ ▬▬▬▬▬ ▬▬ ▬▬▬▬ ▬▬▬ ▬▬▬▬▬▬ ▬▬ ▬▬▬ ▬▬▬▬ ▬▬▬ ▬▬▬▬▬ ▬▬ ▬▬▬▬ ▬▬▬ ▬▬▬▬▬▬ ▬▬ ▬▬▬ ▬▬▬▬ ▬▬▬ ▬▬▬▬▬ ▬▬ ▬▬▬▬ ▬▬▬ ▬▬▬▬▬▬ xyxy=(6,294,119,305)
continuation-row: ▬▬▬▬ ▬▬▬ ▬▬▬▬▬ ▬▬ ▬▬▬▬ ▬▬▬ ▬▬▬▬▬▬ ▬▬ ▬▬▬ ▬▬▬▬ ▬▬▬ ▬▬▬▬▬ ▬▬ ▬▬▬▬ ▬▬▬ ▬▬▬▬▬▬ ▬▬ ▬▬▬ ▬▬▬▬ ▬▬▬ ▬▬▬ xyxy=(242,145,359,154)
continuation-row: ▬▬▬▬ ▬▬▬ ▬▬▬▬▬ ▬▬ ▬▬▬▬ ▬▬▬ ▬▬▬▬▬▬ ▬▬ ▬▬▬ ▬▬▬▬ ▬▬▬ ▬▬▬▬▬ ▬▬ ▬▬▬▬ ▬▬▬ ▬▬▬▬▬▬ ▬▬ ▬▬▬ ▬▬▬▬ ▬▬▬ ▬▬▬▬▬ ▬ xyxy=(242,109,359,118)
continuation-row: ▬▬▬▬ ▬▬▬ ▬▬▬▬▬ ▬▬ ▬▬▬▬ ▬▬▬ ▬▬▬▬▬▬ ▬▬ ▬ xyxy=(363,261,480,266)
column-divider xyxy=(240,27,241,696)
table-row xyxy=(5,197,237,209)
continuation-row: ▬▬▬▬ ▬▬▬ ▬▬▬▬▬ ▬▬ ▬▬▬▬ ▬▬▬ ▬▬▬▬▬▬ ▬▬ ▬ xyxy=(242,89,359,94)
continuation-row: ▬▬▬▬ ▬▬▬ ▬▬▬▬▬ ▬▬ ▬▬▬▬ ▬▬▬ ▬▬▬▬▬▬ ▬▬ ▬▬▬ ▬▬▬▬ ▬▬▬ ▬▬▬▬▬ ▬▬ ▬▬▬▬ ▬▬▬ ▬▬▬▬▬▬ ▬▬ ▬▬▬ ▬▬▬▬ ▬▬▬ xyxy=(363,109,480,118)
continuation-row: ▬▬▬▬ ▬▬▬ ▬▬▬▬▬ ▬▬ ▬▬▬▬ ▬▬▬ ▬▬▬▬▬▬ xyxy=(363,298,480,303)
continuation-row: ▬▬▬▬ ▬▬▬ ▬▬▬▬▬ ▬▬ ▬▬▬▬ ▬▬▬ ▬▬▬▬▬▬ ▬▬ ▬▬▬ ▬▬▬▬ ▬▬▬ ▬▬▬▬▬ ▬▬ ▬▬▬▬ xyxy=(363,479,480,488)
table-row xyxy=(5,508,237,520)
cell-before: ▬▬▬▬ ▬▬▬ ▬▬▬▬▬ ▬▬ ▬▬▬▬ ▬▬▬ ▬▬▬▬▬▬ ▬▬ ▬▬▬ ▬▬▬▬ ▬▬▬ ▬▬▬▬▬ ▬▬ ▬▬▬▬ ▬▬▬ ▬▬▬▬▬▬ ▬▬ ▬▬▬ ▬▬▬▬ ▬▬▬ ▬▬▬▬▬ ▬▬ ▬▬▬▬ ▬▬▬ ▬▬▬▬▬▬ xyxy=(6,123,119,134)
continuation-row: ▬▬▬▬ ▬▬▬ ▬▬▬▬▬ ▬▬ ▬▬▬▬ ▬▬▬ ▬▬▬▬▬▬ ▬▬ ▬▬▬ ▬▬▬▬ ▬▬▬ ▬▬▬▬▬ ▬▬ ▬ xyxy=(242,159,359,168)
cell-before: ▬▬▬▬ ▬▬▬ ▬▬▬▬▬ ▬▬ ▬▬▬▬ ▬▬▬ ▬▬▬▬▬▬ ▬▬ ▬▬▬ ▬▬▬▬ ▬▬▬ ▬▬▬▬▬ ▬▬ ▬▬▬▬ ▬▬▬ ▬▬▬▬▬▬ ▬▬ ▬▬▬ ▬▬▬▬ ▬▬▬ ▬▬▬▬▬ ▬▬ ▬▬▬▬ ▬▬▬ ▬▬▬▬▬▬ ▬▬ ▬▬▬ ▬▬▬▬ ▬▬▬ ▬▬▬▬▬ ▬▬ ▬▬▬▬ ▬▬▬ ▬▬▬▬▬▬ ▬▬ ▬▬▬ ▬▬▬▬ ▬▬▬ ▬ xyxy=(6,528,119,542)
cell-before: ▬▬▬▬ ▬▬▬ ▬▬▬▬▬ ▬▬ ▬▬▬▬ ▬▬▬ ▬▬▬▬▬▬ ▬▬ ▬▬▬ ▬▬▬▬ ▬▬▬ ▬▬▬▬▬ ▬▬ ▬▬▬▬ ▬▬▬ ▬▬▬▬▬▬ ▬▬ ▬▬▬ ▬▬▬▬ ▬▬▬ ▬▬▬▬▬ ▬▬ ▬▬▬▬ ▬▬▬ ▬▬▬▬▬▬ xyxy=(6,637,119,648)
table-row xyxy=(5,209,237,218)
continuation-row: ▬▬▬▬ ▬▬▬ ▬▬▬▬▬ ▬▬ ▬▬▬▬ ▬▬▬ ▬▬▬▬▬▬ ▬▬ ▬▬▬ ▬▬▬▬ ▬▬▬ ▬▬▬▬▬ ▬▬ ▬▬▬▬ ▬▬▬ ▬▬▬▬▬▬ ▬▬ ▬▬▬ ▬▬▬▬ ▬▬▬ ▬▬▬ xyxy=(242,307,359,316)
cell-before: ▬▬▬▬ ▬▬▬ ▬▬▬▬▬ ▬▬ ▬▬▬▬ ▬▬▬ ▬▬▬▬▬▬ ▬▬ ▬▬▬ ▬▬▬▬ ▬▬▬ ▬▬▬▬▬ ▬▬ xyxy=(6,170,119,178)
continuation-row: ▬▬▬▬ ▬▬▬ ▬▬▬▬▬ ▬▬ ▬▬▬▬ ▬▬▬ ▬▬▬▬▬▬ xyxy=(242,36,359,41)
table-row xyxy=(5,150,237,159)
continuation-row: ▬▬▬▬ ▬▬▬ ▬▬▬▬▬ ▬▬ ▬▬▬▬ ▬▬▬ ▬▬▬▬▬▬ ▬▬ ▬▬▬ ▬▬▬▬ ▬▬▬ ▬▬▬▬▬ ▬▬ ▬▬▬▬ ▬▬▬ ▬▬▬▬▬▬ ▬▬ ▬▬▬ ▬▬▬▬ ▬▬▬ xyxy=(363,41,480,50)
cell-before: ▬▬▬▬ ▬▬▬ ▬▬▬▬▬ ▬▬ ▬▬▬▬ ▬▬▬ ▬▬▬▬▬▬ ▬▬ ▬▬▬ ▬▬▬▬ ▬▬▬ ▬▬▬▬▬ ▬▬ ▬▬▬▬ ▬▬▬ ▬▬▬▬▬▬ ▬▬ ▬▬▬ ▬▬▬▬ ▬▬▬ ▬▬▬▬▬ ▬▬ ▬▬▬▬ ▬▬▬ ▬▬▬▬▬▬ xyxy=(6,158,119,169)
cell-after: ▬▬▬▬ ▬▬▬ ▬▬▬▬▬ ▬▬ ▬▬▬▬ ▬▬▬ ▬▬▬▬▬▬ ▬▬ ▬▬▬ ▬▬▬▬ ▬▬▬ ▬▬▬▬▬ ▬▬ ▬▬▬▬ ▬▬▬ ▬▬▬▬▬▬ ▬▬ ▬▬▬ ▬▬▬▬ ▬▬▬ ▬▬▬▬▬ ▬▬ ▬▬▬▬ ▬▬▬ ▬▬▬▬▬▬ xyxy=(121,261,238,272)
continuation-row: ▬▬▬▬ ▬▬▬ ▬▬▬▬▬ ▬▬ ▬▬▬▬ ▬▬▬ ▬▬▬▬▬▬ xyxy=(242,103,359,108)
table-row xyxy=(5,273,237,294)
table-row xyxy=(5,369,237,378)
company-name: 云南城投置业股份有限公司 xyxy=(93,35,149,40)
cell-after: ▬▬▬▬ ▬▬▬ ▬▬▬▬▬ ▬▬ ▬▬▬▬ ▬▬▬ ▬▬▬▬▬▬ ▬▬ ▬▬▬ ▬▬▬▬ ▬▬▬ ▬▬▬▬▬ ▬▬ xyxy=(121,650,238,658)
cell-before: ▬▬▬▬ ▬▬▬ ▬▬▬▬▬ ▬▬ ▬▬▬▬ ▬▬▬ ▬▬▬▬▬▬ ▬▬ ▬▬▬ ▬▬▬▬ ▬▬▬ ▬▬▬▬▬ ▬▬ xyxy=(6,244,119,252)
masthead-info xyxy=(68,4,173,13)
continuation-row: ▬▬▬▬ ▬▬▬ ▬▬▬▬▬ ▬▬ ▬▬▬▬ ▬▬▬ ▬▬▬▬▬▬ ▬▬ ▬ xyxy=(242,251,359,256)
continuation-row: ▬▬▬▬ ▬▬▬ ▬▬▬▬▬ ▬▬ ▬▬▬▬ ▬▬▬ ▬▬▬▬▬▬ ▬▬ ▬▬▬ ▬▬▬▬ ▬▬▬ ▬▬▬▬▬ ▬▬ ▬▬▬▬ xyxy=(242,397,359,406)
table-row xyxy=(5,135,237,150)
cell-after: ▬▬▬▬ ▬▬▬ ▬▬▬▬▬ ▬▬ ▬▬▬▬ ▬▬▬ ▬▬▬▬▬▬ ▬▬ ▬▬▬ ▬▬▬▬ ▬▬▬ ▬▬▬▬▬ ▬▬ xyxy=(121,520,238,528)
continuation-row: ▬▬▬▬ ▬▬▬ ▬▬▬▬▬ ▬▬ ▬▬▬▬ ▬▬▬ ▬▬▬▬▬▬ ▬▬ ▬▬▬ ▬▬▬▬ ▬▬▬ ▬▬▬▬▬ ▬▬ ▬ xyxy=(363,380,480,389)
continuation-row: ▬▬▬▬ ▬▬▬ ▬▬▬▬▬ ▬▬ ▬▬▬▬ ▬▬▬ ▬▬▬▬▬▬ ▬▬ ▬▬▬ ▬▬▬▬ ▬▬▬ ▬▬▬▬▬ ▬▬ ▬▬▬▬ ▬▬▬ ▬▬▬▬▬▬ ▬▬ ▬▬▬ ▬▬▬▬ ▬▬▬ ▬▬▬▬▬ ▬ xyxy=(363,145,480,154)
continuation-row: ▬▬▬▬ ▬▬▬ ▬▬▬▬▬ ▬▬ ▬▬▬▬ ▬▬▬ ▬▬▬▬▬▬ ▬▬ ▬▬▬ ▬▬▬▬ ▬▬▬ ▬▬▬▬▬ ▬▬ ▬▬▬▬ xyxy=(242,194,359,203)
table-row xyxy=(5,261,237,273)
cell-after: ▬▬▬▬ ▬▬▬ ▬▬▬▬▬ ▬▬ ▬▬▬▬ ▬▬▬ ▬▬▬▬▬▬ ▬▬ ▬▬▬ ▬▬▬▬ ▬▬▬ ▬▬▬▬▬ ▬▬ xyxy=(121,464,238,472)
cell-before: ▬▬▬▬ ▬▬▬ ▬▬▬▬▬ ▬▬ ▬▬▬▬ ▬▬▬ ▬▬▬▬▬▬ ▬▬ ▬▬▬ ▬▬▬▬ ▬▬▬ ▬▬▬▬▬ ▬▬ xyxy=(6,519,119,527)
table-row xyxy=(5,170,237,179)
cell-after: ▬▬▬▬ ▬▬▬ ▬▬▬▬▬ ▬▬ ▬▬▬▬ ▬▬▬ ▬▬▬▬▬▬ ▬▬ ▬▬▬ ▬▬▬▬ ▬▬▬ ▬▬▬▬▬ ▬▬ ▬▬▬▬ ▬▬▬ ▬▬▬▬▬▬ ▬▬ ▬▬▬ ▬▬▬▬ ▬▬▬ ▬▬▬▬▬ ▬▬ ▬▬▬▬ ▬▬▬ ▬▬▬▬▬▬ xyxy=(121,564,238,575)
cell-before: ▬▬▬▬ ▬▬▬ ▬▬▬▬▬ ▬▬ ▬▬▬▬ ▬▬▬ ▬▬▬▬▬▬ ▬▬ ▬▬▬ ▬▬▬▬ ▬▬▬ ▬▬▬▬▬ ▬▬ xyxy=(6,149,119,157)
cell-after: ▬▬▬▬ ▬▬▬ ▬▬▬▬▬ ▬▬ ▬▬▬▬ ▬▬▬ ▬▬▬▬▬▬ ▬▬ ▬▬▬ ▬▬▬▬ ▬▬▬ ▬▬▬▬▬ ▬▬ xyxy=(121,499,238,507)
continuation-row: ▬▬▬▬ ▬▬▬ ▬▬▬▬▬ ▬▬ ▬▬▬▬ ▬▬▬ ▬▬▬▬▬▬ ▬▬ ▬▬▬ ▬▬▬▬ ▬▬▬ ▬▬▬▬▬ ▬▬ ▬▬▬▬ ▬▬▬ ▬▬▬▬▬▬ ▬▬ ▬▬▬ ▬▬▬▬ ▬▬▬ ▬▬▬▬▬ ▬▬ ▬▬▬▬ ▬▬▬ ▬▬▬▬▬▬ ▬▬ ▬▬▬ ▬▬▬▬ ▬▬▬ ▬▬▬▬▬ ▬▬ ▬▬▬▬ ▬▬▬ ▬▬▬▬▬▬ ▬ xyxy=(242,173,359,188)
continuation-row: ▬▬▬▬ ▬▬▬ ▬▬▬▬▬ ▬▬ ▬▬▬▬ ▬▬▬ ▬▬▬▬▬▬ ▬▬ ▬ xyxy=(363,103,480,108)
cell-before: ▬▬▬▬ ▬▬▬ ▬▬▬▬▬ ▬▬ ▬▬▬▬ ▬▬▬ ▬▬▬▬▬▬ ▬▬ ▬▬▬ ▬▬▬▬ ▬▬▬ ▬▬▬▬▬ ▬▬ xyxy=(6,306,119,314)
newspaper-logo: 证券日报 xyxy=(6,7,63,22)
continuation-row: ▬▬▬▬ ▬▬▬ ▬▬▬▬▬ ▬▬ ▬▬▬▬ ▬▬▬ ▬▬▬▬▬▬ ▬▬ ▬▬▬ ▬▬▬▬ ▬▬▬ ▬▬▬▬▬ ▬▬ ▬▬▬▬ ▬▬▬ ▬▬▬▬▬▬ ▬▬ ▬▬▬ ▬▬▬▬ ▬▬▬ ▬▬▬▬▬ ▬ xyxy=(242,202,359,211)
cell-after: ▬▬▬▬ ▬▬▬ ▬▬▬▬▬ ▬▬ ▬▬▬▬ ▬▬▬ ▬▬▬▬▬▬ ▬▬ ▬▬▬ ▬▬▬▬ ▬▬▬ ▬▬▬▬▬ ▬▬ xyxy=(121,209,238,217)
cell-after: ▬▬▬▬ ▬▬▬ ▬▬▬▬▬ ▬▬ ▬▬▬▬ ▬▬▬ ▬▬▬▬▬▬ ▬▬ ▬▬▬ ▬▬▬▬ ▬▬▬ ▬▬▬▬▬ ▬▬ ▬▬▬▬ ▬▬▬ ▬▬▬▬▬▬ ▬▬ ▬▬▬ ▬▬▬▬ ▬▬▬ ▬▬▬▬▬ ▬▬ ▬▬▬▬ ▬▬▬ ▬▬▬▬▬▬ xyxy=(121,232,238,243)
continuation-row: ▬▬▬▬ ▬▬▬ ▬▬▬▬▬ ▬▬ ▬▬▬▬ ▬▬▬ ▬▬▬ xyxy=(363,247,480,252)
cell-after: ▬▬▬▬ ▬▬▬ ▬▬▬▬▬ ▬▬ ▬▬▬▬ ▬▬▬ ▬▬▬▬▬▬ ▬▬ ▬▬▬ ▬▬▬▬ ▬▬▬ ▬▬▬▬▬ ▬▬ ▬▬▬▬ ▬▬▬ ▬▬▬▬▬▬ ▬▬ ▬▬▬ ▬▬▬▬ ▬▬▬ ▬▬▬▬▬ ▬▬ ▬▬▬▬ ▬▬▬ ▬▬▬▬▬▬ xyxy=(121,638,238,649)
